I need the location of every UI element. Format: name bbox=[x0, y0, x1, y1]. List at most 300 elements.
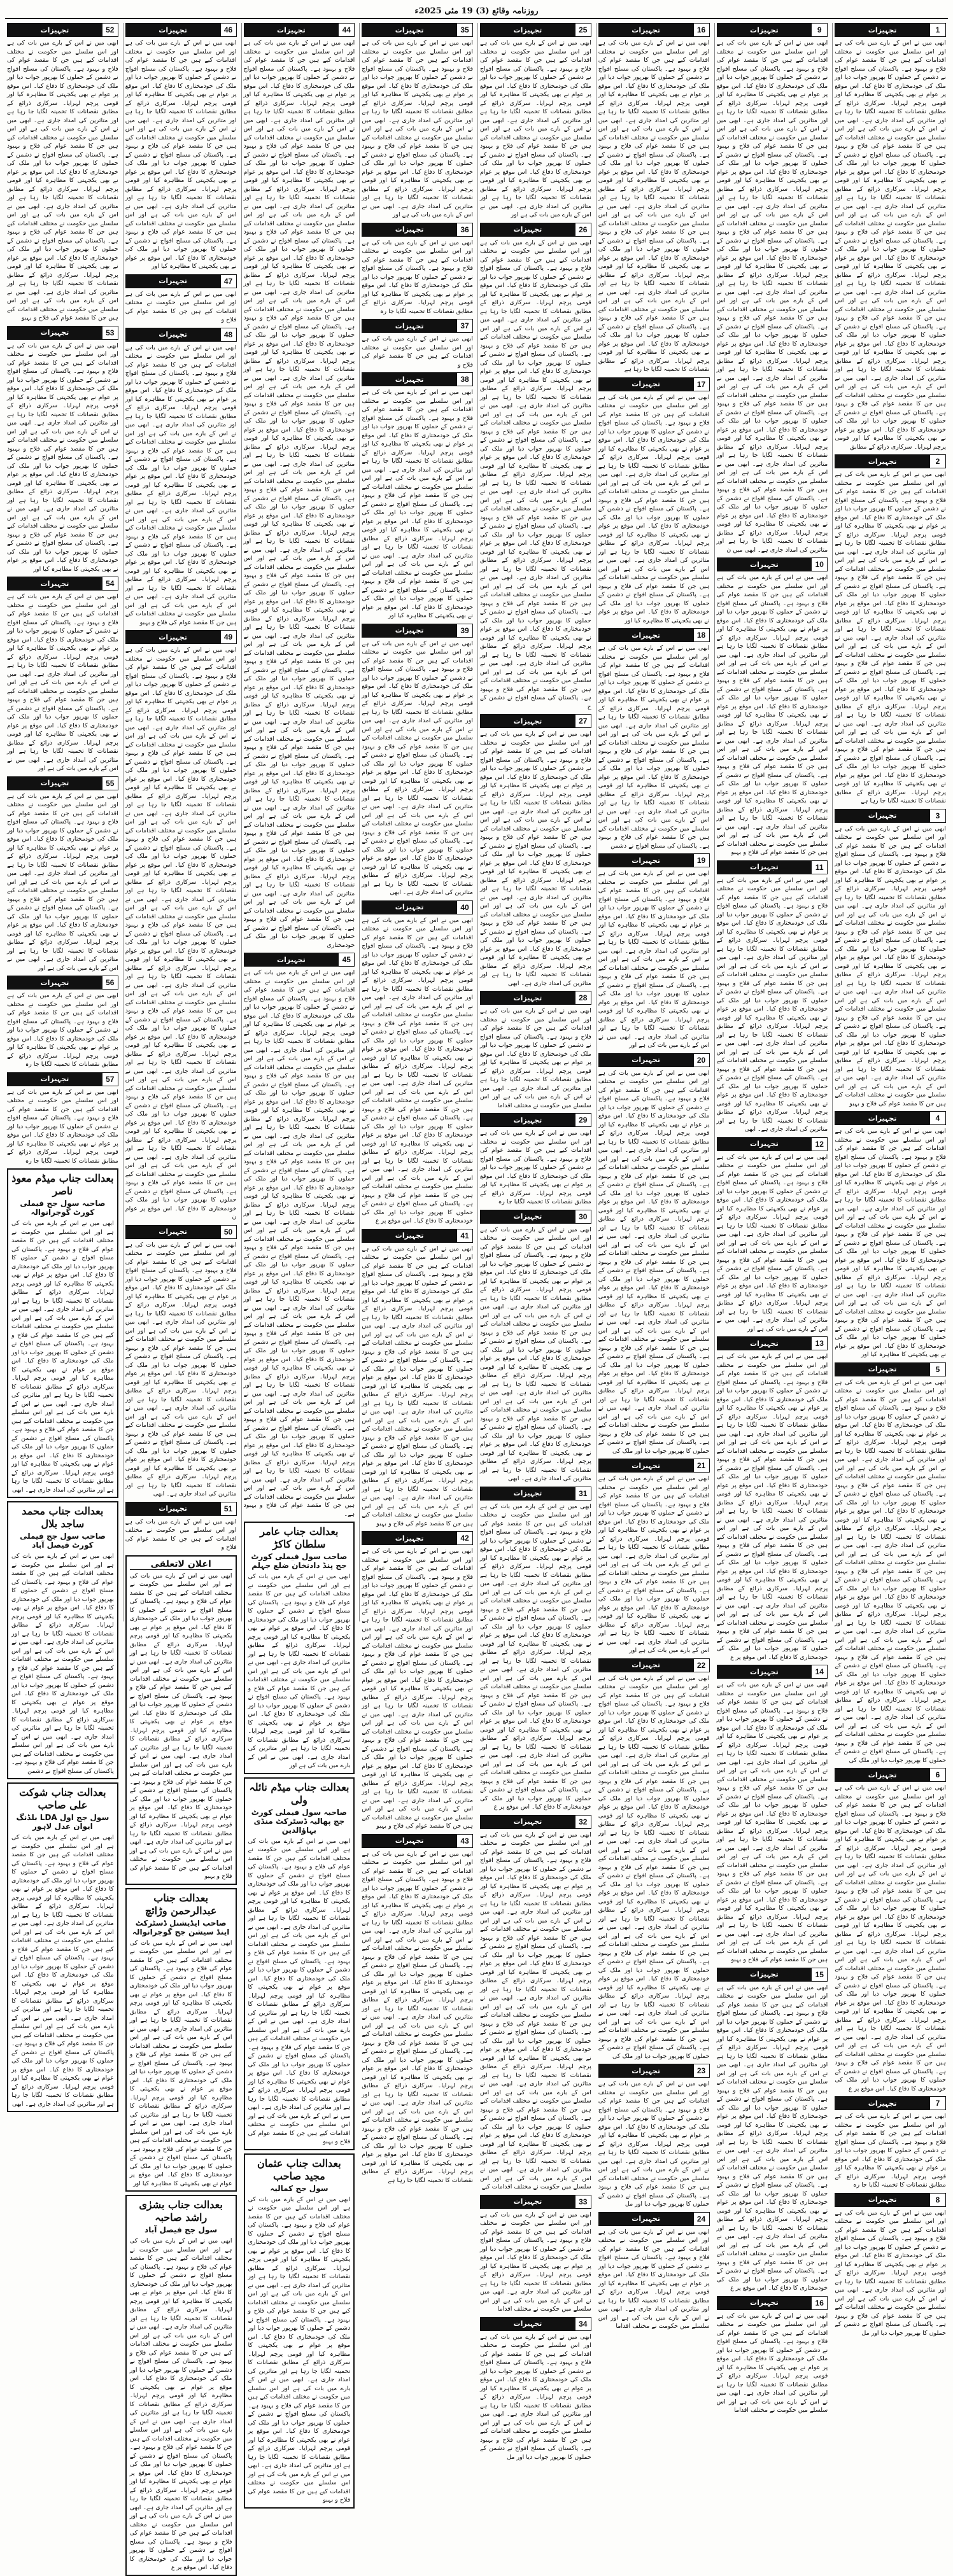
article-number: 35 bbox=[456, 24, 472, 36]
article bbox=[125, 1225, 237, 1499]
article bbox=[480, 714, 591, 988]
article bbox=[835, 1768, 946, 2093]
article-body: ابھی میں نے اس کے بارے میں بات کی ہے اور اس سلسلے میں حکومت نے مختلف اقدامات کیے ہیں جن کا مقصد عوام کی فلاح و بہبود ہے۔ پاکستان کی مسلح افواج نے دشمن کے حملوں کا بھرپور جواب دیا اور ملک کی خودمختاری کا دفاع کیا۔ اس موقع پر عوام نے بھی یکجہتی کا مظاہرہ کیا اور قومی پرچم لہرایا۔ سرکاری ذرائع کے مطابق نقصانات کا تخمینہ لگایا جا رہا ہے اور متاثرین کی امداد جاری ہے۔ ابھی میں نے اس کے بارے میں بات کی ہے اور اس سلسلے میں حکومت نے مختلف اقدامات کیے ہیں جن کا مقصد عوام کی فلاح و بہبود ہے۔ پاکستان کی مسلح افواج نے دشمن کے حملوں کا بھرپور جواب دیا اور ملک کی خودمختاری کا دفاع کیا۔ اس موقع پر عوام نے بھی یکجہتی کا مظاہرہ کیا اور قومی پرچم لہرایا۔ سرکاری ذرائع کے مطابق نقصانات کا تخمینہ لگایا جا رہا ہے اور متاثرین کی امداد جاری ہے۔ ابھی میں نے اس کے بارے میں بات کی ہے اور اس سلسلے میں حکومت نے مختلف اقدامات کیے ہیں جن کا مقصد عوام کی فلاح و بہبود ہے۔ پاکستان کی مسلح افواج نے دشمن کے حملوں کا بھرپور جواب دیا اور ملک کی خودمختاری کا دفاع کیا۔ اس موقع پر عوام نے بھی یکجہتی کا مظاہرہ کیا اور قومی پرچم لہرایا۔ سرکاری ذرائع کے مطابق نقصانات کا تخمینہ لگایا جا رہا ہے اور متاثرین کی امداد جاری ہے۔ ابھی میں نے اس کے بارے میں بات کی ہے اور اس سلسلے میں حکومت نے مختلف اقدامات کیے ہیں جن کا مقصد عوام کی فلاح و بہبو bbox=[716, 574, 828, 856]
article-label: تجہیزات bbox=[481, 2318, 575, 2330]
article-body: ابھی میں نے اس کے بارے میں بات کی ہے اور اس سلسلے میں حکومت نے مختلف اقدامات کیے ہیں جن کا مقصد عوام کی فلاح و بہبود ہے۔ پاکستان کی مسلح افواج نے دشمن کے حملوں کا بھرپور جواب دیا اور ملک کی خودمختاری کا دفاع کیا۔ اس موقع پر عوام نے بھی یکجہتی کا مظاہرہ کیا اور قومی پرچم لہرایا۔ سرکاری ذرائع کے مطابق نقصانات کا تخمینہ لگایا جا رہا ہے اور متاثرین کی امداد جاری ہے۔ ابھی میں نے اس کے بارے میں بات کی ہے اور اس سلسلے میں حکومت نے مختلف اقدامات کیے ہیں جن کا مقصد عوام کی فلاح و بہبود ہے۔ پاکستان کی مسلح افواج نے دشمن کے حملوں کا بھرپور جواب دیا اور ملک کی خودمختاری کا دفاع کیا۔ اس موقع پر عوام نے بھی یکجہتی کا مظاہرہ کیا اور قومی پرچم لہرایا۔ سرکاری ذرائع کے مطابق نقصانات کا تخمینہ لگایا جا رہا ہے اور متاثرین کی امداد جاری ہے۔ ابھی میں نے اس کے بارے میں بات کی ہے اور اس سلسلے میں حکومت نے مختلف اقدامات کیے ہیں جن کا مقصد عوام کی فلاح و بہبود ہے۔ پاکستان کی مسلح افواج نے دشمن کے حملوں کا بھرپور جواب دیا اور ملک کی خودمختاری کا دفاع کیا۔ اس موقع پر عوام نے بھی یکجہتی کا مظاہرہ کیا اور قومی پرچم لہرایا۔ سرکاری ذرائع کے مطابق نقصانات کا تخمینہ لگایا جا رہا ہے اور متاثرین کی امداد جاری ہے۔ ابھی میں نے اس کے بارے میں بات کی ہے اور اس سلسلے میں حکومت نے مختلف اقدامات کیے ہیں جن کا مقصد عوام کی فلاح و بہبود ہے۔ پاکستان کی مسلح افواج نے دشمن کے حملوں کا بھرپور جواب دیا اور ملک کی خودمختاری کا دفاع کیا۔ اس موقع پر عوام نے بھی یکجہتی کا مظاہرہ کیا اور قومی پرچم لہرایا۔ سرکاری ذرائع کے مطابق نقصانات کا تخمینہ لگایا جا رہا ہے اور متاثرین کی امداد جاری ہے۔ ابھی میں نے اس کے بارے میں بات کی ہے اور اس سلسلے میں حکومت نے مختلف اقدامات کیے ہیں جن کا مقصد عوام کی فلاح و بہبود ہے۔ پاکستان کی مسلح افواج نے دشمن کے حملوں کا بھرپور جواب دیا اور ملک کی خودمختاری کا دفاع کیا۔ اس موقع پر عوام نے بھی یکجہتی کا مظاہرہ کیا اور قومی پرچم لہرایا۔ سرکاری ذرائع کے مطابق نقصانات کا تخمینہ لگایا جا رہا ہے اور متاثرین کی امداد جاری ہے۔ ابھی میں نے اس کے بارے میں بات کی ہے اور اس سلسلے میں حکومت نے مختلف اقدامات کیے ہیں جن کا مقصد عوام کی فلاح و بہبود ہے۔ پاکستان کی مسلح افواج نے دشمن کے حملوں کا بھرپور جواب دیا اور ملک کی خودمختاری کا دفاع کیا۔ اس موقع پر عوام نے بھی یکجہتی کا مظاہرہ کیا اور قومی پرچم لہرایا۔ سرکاری ذرائع کے مطابق نقصانات کا تخمینہ لگایا جا رہا ہے اور متاثرین کی امداد جاری ہے۔ ابھی میں نے اس کے بارے میں بات کی ہے اور اس سلسلے میں حکومت نے مختلف اقدامات کیے ہیں جن کا مقصد عوام کی فلاح و بہبود ہے۔ پاکستان کی مسلح افواج نے دشمن کے حملوں کا بھرپور جواب دیا اور ملک کی خودمختاری کا دفاع کیا۔ اس موقع پر عوام ن bbox=[125, 647, 237, 1221]
article-body: ابھی میں نے اس کے بارے میں بات کی ہے اور اس سلسلے میں حکومت نے مختلف اقدامات کیے ہیں جن کا مقصد عوام کی فلاح و بہبود ہے۔ پاکستان کی مسلح افواج نے دشمن کے حملوں کا بھرپور جواب دیا اور ملک کی خودمختاری کا دفاع کیا۔ اس موقع پر عوام نے بھی یکجہتی کا مظاہرہ کیا اور قومی پرچم لہرایا۔ سرکاری ذرائع کے مطابق نقصانات کا تخمینہ لگایا جا رہا ہے اور متاثرین کی امداد جاری ہے۔ ابھی میں نے اس کے بارے میں بات کی ہے اور اس سلسلے میں حکومت نے مختلف اقدامات کیے ہیں جن کا مقصد عوام کی فلاح و بہبود ہے۔ پاکستان کی مسلح افواج نے دشمن کے حملوں کا بھرپور جواب دیا اور ملک کی خودمختاری کا دفاع کیا۔ اس موقع پر عوام نے بھی یکجہتی کا مظاہرہ کیا اور قومی پرچم لہرایا۔ سرکاری ذرائع کے مطابق نقصانات کا تخمینہ لگایا جا رہا ہے اور متاثرین کی امداد جاری ہے۔ ابھی میں نے اس کے بارے میں بات کی ہے اور bbox=[7, 593, 118, 772]
article-number: 26 bbox=[575, 223, 591, 236]
article-label: تجہیزات bbox=[599, 854, 693, 867]
article-body: ابھی میں نے اس کے بارے میں بات کی ہے اور اس سلسلے میں حکومت نے مختلف اقدامات کیے ہیں جن کا مقصد عوام کی فلاح و بہبود ہے۔ پاکستان کی مسلح افواج نے دشمن کے حملوں کا بھرپور جواب دیا اور ملک کی خودمختاری کا دفاع کیا۔ اس موقع پر عوام نے بھی یکجہتی کا مظاہرہ کیا اور قومی پرچم لہرایا۔ سرکاری ذرائع کے مطابق نقصانات کا تخمینہ لگایا جا رہا ہے اور متاثرین کی امداد جاری ہے۔ ابھی میں نے اس کے بارے میں بات کی ہے اور اس سلسلے میں حکومت نے مختلف اقدامات کیے ہیں جن کا مقصد عوام کی فلاح و بہبود ہے۔ پاکستان کی مسلح افواج نے دشمن کے حملوں کا بھرپور جواب دیا اور ملک کی خودمختاری کا دفاع کیا۔ اس موقع پر عوام نے بھی یکجہتی کا مظاہرہ کیا اور قومی پرچم لہرایا۔ سرکاری ذرائع کے مطابق نقصانات کا تخمینہ لگایا جا رہا ہے اور متاثرین کی امداد جاری ہے۔ ابھی میں نے اس کے بارے میں بات کی ہے اور اس سلسلے میں حکومت نے مختلف اقدامات کیے ہیں جن کا مقصد عوام کی فلاح و بہبود ہے۔ پاکستان کی مسلح افواج نے دشمن کے حملوں کا بھرپور جواب دیا اور ملک کی خودمختاری کا دفاع کیا۔ اس موقع پر عوام نے بھی یکجہتی کا مظاہرہ کیا اور قومی پرچم لہرایا۔ سرکاری ذرائع کے مطابق نقصانات کا تخمینہ لگایا جا رہا ہے اور متاثرین کی امداد جاری ہے۔ ابھی میں نے اس کے بارے میں بات کی ہے اور اس سلسلے میں حکومت نے مختلف اقدامات کیے ہیں جن کا مقصد عوام کی فلاح و بہبو bbox=[7, 39, 118, 321]
article-body: ابھی میں نے اس کے بارے میں بات کی ہے اور اس سلسلے میں حکومت نے مختلف اقدامات کیے ہیں جن کا مقصد عوام کی فلاح و بہبود ہے۔ پاکستان کی مسلح افواج نے دشمن کے حملوں کا بھرپور جواب دیا اور ملک کی خودمختاری کا دفاع کیا۔ اس موقع پر عوام نے بھی یکجہتی کا مظاہرہ کیا اور قومی پرچم لہرایا۔ سرکاری ذرائع کے مطابق نقصانات کا تخمینہ لگایا جا رہا ہے اور متاثرین کی امداد جاری ہے۔ ابھی میں نے اس کے بارے میں بات کی ہے اور اس سلسلے میں حکومت نے مختلف اقداما bbox=[716, 2312, 828, 2414]
article-number: 44 bbox=[338, 24, 354, 36]
article-number: 6 bbox=[929, 1768, 945, 1781]
article-body: ابھی میں نے اس کے بارے میں بات کی ہے اور اس سلسلے میں حکومت نے مختلف اقدامات کیے ہیں جن کا مقصد عوام کی فلاح و بہبود ہے۔ پاکستان کی مسلح افواج نے دشمن کے حملوں کا بھرپور جواب دیا اور ملک کی خودمختاری کا دفاع کیا۔ اس موقع پر عوام نے بھی یکجہتی کا مظاہرہ کیا اور قومی پرچم لہرایا۔ سرکاری ذرائع کے مطابق نقصانات کا تخمینہ لگایا جا رہا ہے اور متاثرین کی امداد جاری ہے۔ ابھی میں نے اس کے بارے میں بات کی ہے اور اس سلسلے میں حکومت نے مختلف اقدامات کیے ہیں جن کا مقصد عوام کی فلاح و بہبود ہے۔ پاکستان کی مسلح افواج نے دشمن کے حملوں کا بھرپور جواب دیا اور ملک کی خودمختاری کا دفاع کیا۔ اس موقع پر عوام نے بھی یکجہتی کا مظاہرہ کیا اور قومی پرچم لہرایا۔ سرکاری ذرائع کے مطابق نقصانات کا تخمینہ لگایا جا رہا ہے اور متاثرین کی امداد جاری ہے۔ ابھی میں نے اس کے بارے میں بات کی ہے اور اس سلسلے میں حکومت نے مختلف اقدامات کیے ہیں جن کا مقصد عوام کی فلاح و بہبود ہے۔ پاکستان کی مسلح افواج نے دشمن کے حملوں کا بھرپور جواب دیا اور ملک کی خودمختاری کا دفاع کیا۔ اس موقع پر عوام نے بھی یکجہتی کا مظاہرہ کیا اور bbox=[835, 1128, 946, 1358]
article-header bbox=[362, 23, 473, 37]
article-number: 57 bbox=[102, 1073, 118, 1086]
article-header bbox=[717, 1665, 828, 1679]
article-header bbox=[7, 1072, 118, 1086]
article-label: تجہیزات bbox=[126, 631, 220, 643]
article bbox=[717, 1336, 828, 1662]
article-header bbox=[125, 1225, 237, 1239]
article-label: تجہیزات bbox=[362, 1229, 456, 1242]
article-body: ابھی میں نے اس کے بارے میں بات کی ہے اور اس سلسلے میں حکومت نے مختلف اقدامات کیے ہیں جن کا مقصد عوام کی فلاح و بہبود ہے۔ پاکستان کی مسلح افواج نے دشمن کے حملوں کا بھرپور جواب دیا اور ملک کی خودمختاری کا دفاع کیا۔ اس موقع پر عوام نے بھی یکجہتی کا مظاہرہ کیا اور قومی پرچم لہرایا۔ سرکاری ذرائع کے مطابق نقصانات کا تخمینہ لگایا جا رہا ہے اور متاثرین کی امداد جاری ہے۔ ابھی میں نے اس کے بارے میں بات کی ہے اور اس سلسلے میں حکومت نے مختلف اقدامات کیے ہیں جن کا مقصد عوام کی فلاح و بہبود ہے۔ پاکستان کی مسلح افواج نے دشمن کے حملوں کا بھرپور جواب دیا اور ملک کی خودمختاری کا دفاع کیا۔ اس موقع پر عوام نے بھی یکجہتی کا مظاہرہ کیا اور قومی پرچم لہرایا۔ سرکاری ذرائع کے مطابق نقصانات کا تخمینہ لگایا جا رہا ہے اور متاثرین کی امداد جاری ہے۔ ابھی میں نے اس کے بارے میں بات کی ہے اور اس سلسلے میں حکومت نے مختلف اقدامات کیے ہیں جن کا مقصد عوام کی فلاح و بہبود ہے۔ پاکستان کی مسلح افواج نے دشمن کے حملوں کا بھرپور جواب دیا اور ملک کی خودمختاری کا دفاع کیا۔ اس موقع پر عوام نے بھی یکجہتی کا مظاہرہ کیا اور قومی پرچم لہرایا۔ سرکاری ذرائع کے مطابق نقصانات کا تخمینہ لگایا جا رہا ہے اور متاثرین کی امداد جاری ہے۔ ابھی میں نے اس کے بارے میں بات کی ہے اور اس سلسلے میں حکومت نے مختلف اقدامات کیے ہیں جن کا مقصد عوام کی فلاح و بہبود ہے۔ پاکستان کی مسلح افواج نے دشمن کے حملوں کا بھرپور جواب دیا اور ملک کی خودمختاری کا دفاع کیا۔ اس موقع پر عوام نے بھی یکجہتی کا مظاہرہ کیا اور قومی پرچم لہرایا۔ سرکاری ذرائع کے مطابق نقصانات کا تخمینہ لگایا جا رہا ہے اور متاثرین کی امداد جاری ہے۔ ابھی میں نے اس کے بارے میں بات کی ہے اور اس سلسلے میں حکومت نے مختلف اقدامات کیے ہیں جن کا مقصد عوام کی فلاح و بہبود ہے۔ پاکستان کی مسلح افواج نے دشمن کے حملوں کا بھرپور جواب دیا اور ملک کی خودمختاری کا دفاع کیا۔ اس موقع پر عوام نے بھی یکجہتی کا مظاہرہ کیا اور قومی پرچم لہرایا۔ سرکاری ذرائع کے مطابق نقصانات کا تخمینہ لگایا جا رہا ہے اور متاثرین کی امداد جاری ہے۔ ابھی میں نے اس کے بارے میں بات کی ہے اور اس سلسلے میں حکومت نے مختلف اقدامات کیے ہیں جن کا مقصد عوام کی فلاح و بہبود ہے۔ پاکستان کی مسلح افواج نے دشمن کے حملوں کا بھرپور جواب دیا اور ملک کی خودمختاری کا دفاع کیا۔ اس موقع پر عوام نے بھی یکجہتی کا مظاہرہ کیا اور قومی پرچم لہرایا۔ سرکاری ذرائع کے مطابق نقصانات کا تخمینہ لگایا جا رہا ہے اور متاثرین کی امداد جاری ہے۔ ابھی میں نے اس کے بارے میں بات کی ہے اور اس سلسلے میں حکومت نے مختلف اقدامات کیے ہیں جن کا مقصد عوام کی فلاح و بہبود ہے۔ پاکستان کی مسلح افواج نے دشمن کے حملوں کا بھرپور جواب دیا اور ملک کی خودمختاری کا دفاع کیا۔ اس موقع پر عوام نے بھی یکجہتی کا مظاہرہ کیا اور قومی پرچم لہرایا۔ سرکاری ذرائع کے مطابق نقصانات کا تخمینہ لگایا جا رہا ہے اور متاثرین کی امداد جاری ہے۔ ابھی میں نے اس کے بارے میں بات کی ہے اور اس سلسلے میں حکومت نے مختلف اقدامات کیے ہیں جن کا مقصد عوام کی فلاح و بہبود ہے۔ پاکستان کی مسلح افواج نے دشمن کے حملوں کا بھرپور جواب دیا اور ملک کی خودمختاری کا دفاع کیا۔ اس موقع پر عوام نے بھی یکجہتی کا مظاہرہ کیا اور قومی پرچم لہرایا۔ سرکاری ذرائع کے مطابق نقصانات کا تخمینہ لگایا جا رہا ہے اور متاثرین کی امداد جاری ہے۔ ابھی میں نے اس کے بارے میں بات کی ہے اور اس سلسلے میں حکومت نے مختلف اقدامات کیے ہیں جن کا مقصد عوام کی فلاح و بہبود ہے۔ پاکستان کی مسلح افواج نے دشمن کے حملوں کا بھرپور جواب دیا اور ملک کی خودمختاری کا دفاع کیا۔ اس موقع پر عوام نے بھی یکجہتی کا مظاہرہ کیا اور قومی پرچم لہرایا۔ سرکاری ذرائع کے مطابق نقصانات کا تخمینہ لگایا جا رہا ہے اور متاثرین کی امداد جاری ہے۔ ابھی میں نے اس کے بارے میں بات کی ہے اور اس سلسلے میں حکومت نے مختلف اقدامات کیے ہیں جن کا مقصد عوام کی فلاح و بہبود ہے۔ پاکستان کی مسلح افواج نے دشمن کے حملوں کا بھرپور جواب دیا اور ملک کی خودمختاری کا دفاع کیا۔ اس موقع پر عوام نے بھی یکجہتی کا مظاہرہ کیا اور قومی پرچم لہرایا۔ سرکاری ذرائع کے مطابق نقصانات کا تخمینہ لگایا جا رہا ہے اور متاثرین کی امداد جاری ہے۔ ابھی میں نے اس کے بارے میں بات کی ہے اور اس سلسلے میں حکومت نے مختلف اقدامات کیے ہیں جن کا مقصد عوام کی فلاح و بہبود ہے۔ پاکستان کی مسلح افواج نے دشمن کے حملوں کا بھرپور جواب دیا اور ملک کی خودمختاری bbox=[243, 39, 355, 949]
article-header bbox=[125, 630, 237, 644]
court-subtitle: صاحبہ سول جج فیملی کورٹ گوجرانوالہ bbox=[20, 1199, 106, 1217]
court-subtitle: صاحبہ سول فیملی کورٹ جج پھالیہ ڈسٹرکٹ منڈی بہاؤالدین bbox=[251, 1807, 347, 1835]
article bbox=[598, 377, 710, 626]
article-number: 15 bbox=[811, 1968, 827, 1981]
article-number: 31 bbox=[575, 1487, 591, 1500]
article-header bbox=[480, 1815, 591, 1829]
article bbox=[362, 23, 473, 220]
article bbox=[598, 853, 710, 1050]
article-body: ابھی میں نے اس کے بارے میں بات کی ہے اور اس سلسلے میں حکومت نے مختلف اقدامات کیے ہیں جن کا مقصد عوام کی فلاح و بہبود ہے۔ پاکستان کی مسلح افواج نے دشمن کے حملوں کا بھرپور جواب دیا اور ملک کی خودمختاری کا دفاع کیا۔ اس موقع پر عوام نے بھی یکجہتی کا مظاہرہ کیا اور قومی پرچم لہرایا۔ سرکاری ذرائع کے مطابق نقصانات کا تخمینہ لگایا جا رہا ہے اور متاثرین کی امداد جاری ہے۔ ابھی میں نے اس کے بارے میں بات کی ہے اور اس سلسلے میں حکومت نے مختلف اقدامات کیے ہیں جن کا مقصد عوام کی فلاح و بہبود ہے۔ پاکستان کی مسلح افواج نے دشمن کے حملوں کا بھرپور جواب دیا اور ملک کی خودمختاری کا دفاع کیا۔ اس موقع پر عوام نے بھی یکجہتی کا مظاہرہ کیا اور قومی پرچم لہرایا۔ سرکاری ذرائع کے مطابق نقصانات کا تخمینہ لگایا جا رہا ہے اور متاثرین کی امداد جاری ہے۔ ابھی میں نے اس کے بارے میں بات کی ہے اور اس سلسلے میں حکومت نے مختلف اقدامات کیے ہیں جن کا مقصد عوام کی فلاح و بہبود ہے۔ پاکستان کی مسلح افواج نے دشمن کے حملوں کا بھرپور جواب دیا اور ملک کی خودمختاری کا دفاع کیا۔ اس موقع پر عوام نے بھی یکجہتی کا مظاہرہ کیا اور قومی پرچم لہرایا۔ سرکاری ذرائع کے مطابق نقصانات کا تخمینہ لگایا جا رہا ہے اور متاثرین کی امداد جاری ہے۔ ابھی میں نے اس کے بارے میں بات کی ہے اور اس سلسلے میں حکومت نے مختلف اقدامات کیے ہیں جن کا مقصد عوام کی فلاح و بہبو bbox=[716, 1681, 828, 1963]
article-header bbox=[480, 2195, 591, 2209]
article-label: تجہیزات bbox=[835, 455, 929, 468]
article-number: 49 bbox=[220, 631, 236, 643]
article bbox=[598, 628, 710, 850]
article-body: ابھی میں نے اس کے بارے میں بات کی ہے اور اس سلسلے میں حکومت نے مختلف اقدامات کیے ہیں جن کا مقصد عوام کی فلاح و بہبود ہے۔ پاکستان کی مسلح افواج نے دشمن کے حملوں کا بھرپور جواب دیا اور ملک کی خودمختاری کا دفاع کیا۔ اس موقع پر عوام نے بھی یکجہتی کا مظاہرہ کیا اور قومی پرچم لہرایا۔ سرکاری ذرائع کے مطابق نقصانات کا تخمینہ لگایا جا رہا ہے اور متاثرین کی امداد جاری ہے۔ ابھی میں نے اس کے بارے میں بات کی ہے اور اس سلسلے میں حکومت نے مختلف اقدامات کیے ہیں جن کا مقصد عوام کی فلاح و بہبود ہے۔ پاکستان کی مسلح افواج نے دشمن کے حملوں کا بھرپور جواب دیا اور ملک کی خودمختاری کا دفاع کیا۔ اس موقع پر عوام نے بھی یکجہتی کا مظاہرہ کیا اور قومی پرچم لہرایا۔ سرکاری ذرائع کے مطابق نقصانات کا تخمینہ لگایا جا رہا ہے اور متاثرین کی امداد جاری ہے۔ ابھی میں نے اس کے بارے میں بات کی ہے اور bbox=[248, 1573, 351, 1769]
article-body: ابھی میں نے اس کے بارے میں بات کی ہے اور اس سلسلے میں حکومت نے مختلف اقدامات کیے ہیں جن کا مقصد عوام کی فلاح و بہبود ہے۔ پاکستان کی مسلح افواج نے دشمن کے حملوں کا بھرپور جواب دیا اور ملک کی خودمختاری کا دفاع کیا۔ اس موقع پر عوام نے بھی یکجہتی کا مظاہرہ کیا اور قومی پرچم لہرایا۔ سرکاری ذرائع کے مطابق نقصانات کا تخمینہ لگایا جا رہا ہے اور متاثرین کی امداد جاری ہے۔ ابھی میں نے اس کے بارے میں بات کی ہے اور اس سلسلے میں حکومت نے مختلف اقدامات کیے ہیں جن کا مقصد عوام کی فلاح و بہبود ہے۔ پاکستان کی مسلح افواج نے دشمن کے حملوں کا بھرپور جواب دیا اور ملک کی خودمختاری کا دفاع کیا۔ اس موقع پر عوام نے بھی یکجہتی کا مظاہرہ کیا اور قومی پرچم لہرایا۔ سرکاری ذرائع کے مطابق نقصانات کا تخمینہ لگایا جا رہا ہے اور متاثرین کی امداد جاری ہے۔ ابھی میں نے اس کے بارے میں بات کی ہے اور اس سلسلے میں حکومت نے مختلف اقدامات کیے ہیں جن کا مقصد عوام کی فلاح و بہبود ہے۔ پاکستان کی مسلح افواج نے دشمن کے حملوں کا بھرپور جواب دیا اور ملک کی خودمختاری کا دفاع کیا۔ اس موقع پر عوام نے بھی یکجہتی کا مظاہرہ کیا اور bbox=[125, 39, 237, 270]
article bbox=[717, 23, 828, 554]
article bbox=[835, 2096, 946, 2190]
article bbox=[598, 1053, 710, 1456]
article-label: تجہیزات bbox=[835, 1363, 929, 1376]
article bbox=[7, 1072, 118, 1166]
article-label: تجہیزات bbox=[835, 2097, 929, 2110]
article bbox=[835, 23, 946, 451]
article-body: ابھی میں نے اس کے بارے میں بات کی ہے اور اس سلسلے میں حکومت نے مختلف اقدامات کیے ہیں جن کا مقصد عوام کی فلاح و بہبود ہے۔ پاکستان کی مسلح افواج نے دشمن کے حملوں کا بھرپور جواب دیا اور ملک کی خودمختاری کا دفاع کیا۔ اس موقع پر عوام نے بھی یکجہتی کا مظاہرہ کیا اور قومی پرچم لہرایا۔ سرکاری ذرائع کے مطابق نقصانات کا تخمینہ لگایا جا رہا ہے اور متاثرین کی امداد جاری ہے۔ ابھی میں نے اس کے بارے میں بات کی ہے اور اس سلسلے میں حکومت نے مختلف اقدامات کیے ہیں جن کا مقصد عوام کی فلاح و بہبود ہے۔ پاکستان کی مسلح افواج نے دشمن کے حملوں کا بھرپور جواب دیا اور ملک کی خودمختاری کا دفاع کیا۔ اس موقع پر عوام نے بھی یکجہتی کا مظاہرہ کیا اور قومی پرچم لہرایا۔ سرکاری ذرائع کے مطابق نقصانات کا تخمینہ لگایا جا رہا ہے اور متاثرین کی امداد جاری ہے۔ ابھی میں نے اس کے بارے میں بات کی ہے اور اس سلسلے میں حکومت نے مختلف اقدامات کیے ہیں جن کا مقصد عوام کی فلاح و بہبود ہے۔ پاکستان کی مسلح افواج نے دشمن کے حملوں کا بھرپور جواب دیا اور ملک کی خودمختاری کا دفاع کیا۔ اس موقع پر عوام نے بھی یکجہتی کا مظاہرہ کیا اور قومی پرچم لہرایا۔ سرکاری ذرائع کے مطابق نقصانات کا تخمینہ لگایا جا رہا ہے اور متاثرین کی امداد جاری ہے۔ ابھی میں نے اس کے بارے میں بات کی ہے اور اس سلسلے میں حکومت نے مختلف اقدامات کیے ہیں جن کا مقصد عوام کی فلاح و بہبود ہے۔ پاکستان کی مسلح افواج نے دشمن کے حملوں کا بھرپور جواب دیا اور ملک کی خودمختاری کا دفاع کیا۔ اس موقع پر عوام نے بھی یکجہتی کا مظاہرہ کیا اور قومی پرچم لہرایا۔ سرکاری ذرائع کے مطابق نقصانات کا تخمینہ لگایا جا رہا ہے bbox=[835, 471, 946, 804]
article-body: ابھی میں نے اس کے بارے میں بات کی ہے اور اس سلسلے میں حکومت نے مختلف اقدامات کیے ہیں جن کا مقصد عوام کی فلاح و بہبود ہے۔ پاکستان کی مسلح افواج نے دشمن کے حملوں کا بھرپور جواب دیا اور ملک کی خودمختاری کا دفاع کیا۔ اس موقع پر عوام نے بھی یکجہتی کا مظاہرہ کیا اور قومی پرچم لہرایا۔ سرکاری ذرائع کے مطابق نقصانات کا تخمینہ لگایا جا رہا ہے اور متاثرین کی امداد جاری ہے۔ ابھی میں نے اس کے بارے میں بات کی ہے اور اس سلسلے میں حکومت نے مختلف اقدامات کیے ہیں جن کا مقصد عوام کی فلاح و بہبود ہے۔ پاکستان کی مسلح افواج نے دشمن کے حملوں کا بھرپور جواب دیا اور ملک کی خودمختاری کا دفاع کیا۔ اس موقع پر عوام نے بھی یکجہتی کا مظاہرہ کیا اور قومی پرچم لہرایا۔ سرکاری ذرائع کے مطابق نقصانات کا تخمینہ لگایا جا رہا ہے اور متاثرین کی امداد جاری ہے۔ ابھی میں نے اس کے بارے میں بات کی ہے اور bbox=[362, 39, 473, 218]
court-title: بعدالت جناب شوکت علی صاحب bbox=[19, 1786, 106, 1811]
court-subtitle: صاحب سول جج فیملی کورٹ فیصل آباد bbox=[19, 1532, 106, 1550]
article-label: تجہیزات bbox=[362, 223, 456, 236]
article-header bbox=[835, 809, 946, 823]
article-body: ابھی میں نے اس کے بارے میں بات کی ہے اور اس سلسلے میں حکومت نے مختلف اقدامات کیے ہیں جن کا مقصد عوام کی فلاح و bbox=[125, 290, 237, 323]
article-header bbox=[598, 1053, 710, 1067]
court-subtitle: صاحب ایڈیشنل ڈسٹرکٹ اینڈ سیشن جج گوجرانوالہ bbox=[132, 1918, 230, 1936]
article-number: 48 bbox=[220, 328, 236, 341]
article-number: 3 bbox=[929, 809, 945, 822]
article-number: 17 bbox=[693, 378, 709, 391]
article-label: تجہیزات bbox=[481, 1487, 575, 1500]
article-header bbox=[598, 2064, 710, 2078]
article-number: 46 bbox=[220, 24, 236, 36]
article-body: ابھی میں نے اس کے بارے میں بات کی ہے اور اس سلسلے میں حکومت نے مختلف اقدامات کیے ہیں جن کا مقصد عوام کی فلاح و بہبود ہے۔ پاکستان کی مسلح افواج نے دشمن کے حملوں کا بھرپور جواب دیا اور ملک کی خودمختاری کا دفاع کیا۔ اس موقع پر عوام نے بھی یکجہتی کا مظاہرہ کیا اور قومی پرچم لہرایا۔ سرکاری ذرائع کے مطابق نقصانات کا تخمینہ لگایا جا رہ bbox=[7, 992, 118, 1068]
article-header bbox=[362, 319, 473, 333]
article bbox=[7, 776, 118, 973]
article-label: تجہیزات bbox=[717, 1968, 812, 1981]
article-number: 50 bbox=[220, 1226, 236, 1238]
article-label: تجہیزات bbox=[599, 1659, 693, 1672]
article-body: ابھی میں نے اس کے بارے میں بات کی ہے اور اس سلسلے میں حکومت نے مختلف اقدامات کیے ہیں جن کا مقصد عوام کی فلاح و بہبود ہے۔ پاکستان کی مسلح افواج نے دشمن کے حملوں کا بھرپور جواب دیا اور ملک کی خودمختاری کا دفاع کیا۔ اس موقع پر عوام نے بھی یکجہتی کا مظاہرہ کیا اور قومی پرچم لہرایا۔ سرکاری ذرائع کے مطابق نقصانات کا تخمینہ لگایا جا رہا ہے اور متاثرین کی امداد جاری ہے۔ ابھی میں نے اس کے بارے میں بات کی ہے اور اس سلسلے میں حکومت نے مختلف اقدامات کیے ہیں جن کا مقصد عوام کی فلاح و بہبود ہے۔ پاکستان کی مسلح افواج نے دشمن کے حملوں کا بھرپور جواب دیا اور مل bbox=[598, 2080, 710, 2208]
article-body: ابھی میں نے اس کے بارے میں بات کی ہے اور اس سلسلے میں حکومت نے مختلف اقدامات کیے ہیں جن کا مقصد عوام کی فلاح و bbox=[125, 1518, 237, 1551]
article-body: ابھی میں نے اس کے بارے میں بات کی ہے اور اس سلسلے میں حکومت نے مختلف اقدامات کیے ہیں جن کا مقصد عوام کی فلاح و بہبود ہے۔ پاکستان کی مسلح افواج نے دشمن کے حملوں کا بھرپور جواب دیا اور ملک کی خودمختاری کا دفاع کیا۔ اس موقع پر عوام نے بھی یکجہتی کا مظاہرہ کیا اور قومی پرچم لہرایا۔ سرکاری ذرائع کے مطابق نقصانات کا تخمینہ لگایا جا رہا ہے اور متاثرین کی امداد جاری ہے۔ ابھی میں نے اس کے بارے میں بات کی ہے اور اس سلسلے میں حکومت نے مختلف اقدامات کیے ہیں جن کا مقصد عوام کی فلاح و بہبود ہے۔ پاکستان کی مسلح افواج نے دشمن کے حملوں کا بھرپور جواب دیا اور ملک کی خودمختاری کا دفاع کیا۔ اس موقع پر عوام نے بھی یکجہتی کا مظاہرہ کیا اور قومی پرچم لہرایا۔ سرکاری ذرائع کے مطابق نقصانات کا تخمینہ لگایا جا رہا ہے اور متاثرین کی امداد جاری ہے۔ ابھی میں نے اس کے بارے میں بات کی ہے اور اس سلسلے میں حکومت نے مختلف اقدامات کیے ہیں جن کا مقصد عوام کی فلاح و بہبود ہے۔ پاکستان کی مسلح افواج نے دشمن کے حملوں کا بھرپور جواب دیا اور ملک کی خودمختاری کا دفاع کیا۔ اس موقع پر عوام نے بھی یکجہتی کا مظاہرہ کیا اور bbox=[362, 389, 473, 619]
article-header bbox=[480, 2317, 591, 2331]
article-header bbox=[835, 2193, 946, 2207]
court-title: بعدالت جناب عثمان مجید صاحب bbox=[257, 2157, 341, 2182]
article-label: تجہیزات bbox=[362, 24, 456, 36]
column-4 bbox=[477, 23, 593, 2461]
article-label: تجہیزات bbox=[8, 976, 102, 989]
article-body: ابھی میں نے اس کے بارے میں بات کی ہے اور اس سلسلے میں حکومت نے مختلف اقدامات کیے ہیں جن کا مقصد عوام کی فلاح و بہبود ہے۔ پاکستان کی مسلح افواج نے دشمن کے حملوں کا بھرپور جواب دیا اور ملک کی خودمختاری کا دفاع کیا۔ اس موقع پر عوام نے بھی یکجہتی کا مظاہرہ کیا اور قومی پرچم لہرایا۔ سرکاری ذرائع کے مطابق نقصانات کا تخمینہ لگایا جا رہا ہے اور متاثرین کی امداد جاری ہے۔ ابھی میں نے اس کے بارے میں بات کی ہے اور اس سلسلے میں حکومت نے مختلف اقدامات کیے ہیں جن کا مقصد عوام کی فلاح و بہبود ہے۔ پاکستان کی مسلح افواج نے دشمن کے حملوں کا بھرپور جواب دیا اور ملک کی خودمختاری کا دفاع کیا۔ اس موقع پر عوام نے بھی یکجہتی کا مظاہرہ کیا اور قومی پرچم لہرایا۔ سرکاری ذرائع کے مطابق نقصانات کا تخمینہ لگایا جا رہا ہے اور متاثرین کی امداد جاری ہے۔ ابھی میں نے اس کے بارے میں بات کی ہے اور اس سلسلے میں حکومت نے مختلف اقدامات کیے ہیں جن کا مقصد عوام کی فلاح و بہبود ہے۔ پاکستان کی مسلح افواج نے دشمن کے حملوں کا بھرپور جواب دیا اور ملک کی خودمختاری کا دفاع کیا۔ اس موقع پر عوام نے بھی یکجہتی کا مظاہرہ کیا اور قومی پرچم لہرایا۔ سرکاری ذرائع کے مطابق نقصانات کا تخمینہ لگایا جا رہا ہے اور متاثرین کی امداد جاری ہے۔ ابھی bbox=[480, 1226, 591, 1482]
article-body: ابھی میں نے اس کے بارے میں بات کی ہے اور اس سلسلے میں حکومت نے مختلف اقدامات کیے ہیں جن کا مقصد عوام کی فلاح و بہبود ہے۔ پاکستان کی مسلح افواج نے دشمن کے حملوں کا بھرپور جواب دیا اور ملک کی خودمختاری کا دفاع کیا۔ اس موقع پر عوام نے بھی یکجہتی کا مظاہرہ کیا اور قومی پرچم لہرایا۔ سرکاری ذرائع کے مطابق نقصانات کا تخمینہ لگایا جا رہا ہے اور متاثرین کی امداد جاری ہے۔ ابھی میں نے اس کے بارے میں بات کی ہے اور اس سلسلے میں حکومت نے مختلف اقدامات کیے ہیں جن کا مقصد عوام کی فلاح و بہبود ہے۔ پاکستان کی مسلح افواج نے دشمن کے حملوں کا بھرپور جواب دیا اور ملک کی خودمختاری کا دفاع کیا۔ اس موقع پر عوام نے بھی یکجہتی کا مظاہرہ کیا اور قومی پرچم لہرایا۔ سرکاری ذرائع کے مطابق نقصانات کا تخمینہ لگایا جا رہا ہے اور متاثرین کی امداد جاری ہے۔ ابھی میں نے اس کے بارے میں بات کی ہے اور bbox=[480, 39, 591, 218]
article-label: تجہیزات bbox=[717, 2297, 812, 2309]
article-header bbox=[362, 372, 473, 386]
article-header bbox=[598, 377, 710, 391]
article bbox=[125, 274, 237, 325]
article-body: ابھی میں نے اس کے بارے میں بات کی ہے اور اس سلسلے میں حکومت نے مختلف اقدامات کیے ہیں جن کا مقصد عوام کی فلاح و bbox=[362, 335, 473, 368]
article bbox=[480, 991, 591, 1110]
court-notice bbox=[7, 1782, 118, 2112]
column-5 bbox=[359, 23, 475, 2184]
article bbox=[835, 1111, 946, 1359]
column-grid bbox=[5, 23, 948, 2571]
article bbox=[125, 1502, 237, 1552]
article-body: ابھی میں نے اس کے بارے میں بات کی ہے اور اس سلسلے میں حکومت نے مختلف اقدامات کیے ہیں جن کا مقصد عوام کی فلاح و بہبود ہے۔ پاکستان کی مسلح افواج نے دشمن کے حملوں کا بھرپور جواب دیا اور ملک کی خودمختاری کا دفاع کیا۔ اس موقع پر عوام نے بھی یکجہتی کا مظاہرہ کیا اور قومی پرچم لہرایا۔ سرکاری ذرائع کے مطابق نقصانات کا تخمینہ لگایا جا رہا ہے اور متاثرین کی امداد جاری ہے۔ ابھی میں نے اس کے بارے میں بات کی ہے اور اس سلسلے میں حکومت نے مختلف اقدامات کیے ہیں جن کا مقصد عوام کی فلاح و بہبود ہے۔ پاکستان کی مسلح افواج نے دشمن کے حملوں کا بھرپور جواب دیا اور ملک کی خودمختاری کا دفاع کیا۔ اس موقع پر عوام نے بھی یکجہتی کا مظاہرہ کیا اور قومی پرچم لہرایا۔ سرکاری ذرائع کے مطابق نقصانات کا تخمینہ لگایا جا رہا ہے اور متاثرین کی امداد جاری ہے۔ ابھی میں نے اس کے بارے میں بات کی ہے اور اس سلسلے میں حکومت نے مختلف اقدامات کیے ہیں جن کا مقصد عوام کی فلاح و بہبود ہے۔ پاکستان کی مسلح افواج نے دشمن کے حملوں کا بھرپور جواب دیا اور ملک کی خودمختاری کا دفاع کیا۔ اس موقع پر عوام نے بھی یکجہتی کا مظاہرہ کیا اور قومی پرچم لہرایا۔ سرکاری ذرائع کے مطابق نقصانات کا تخمینہ لگایا جا رہا ہے اور متاثرین کی امداد جاری ہے۔ ابھی میں نے اس کے بارے میں بات کی ہے اور اس سلسلے میں حکومت نے مختلف اقدامات کیے ہیں جن کا مقصد عوام کی فلاح و بہبو bbox=[362, 1245, 473, 1527]
article-body: ابھی میں نے اس کے بارے میں بات کی ہے اور اس سلسلے میں حکومت نے مختلف اقدامات کیے ہیں جن کا مقصد عوام کی فلاح و بہبود ہے۔ پاکستان کی مسلح افواج نے دشمن کے حملوں کا بھرپور جواب دیا اور ملک کی خودمختاری کا دفاع کیا۔ اس موقع پر عوام نے بھی یکجہتی کا مظاہرہ کیا اور قومی پرچم لہرایا۔ سرکاری ذرائع کے مطابق نقصانات کا تخمینہ لگایا جا رہا ہے اور متاثرین کی امداد جاری ہے۔ ابھی میں نے اس کے بارے میں بات کی ہے اور اس سلسلے میں حکومت نے مختلف اقدامات کیے ہیں جن کا مقصد عوام کی فلاح و بہبود ہے۔ پاکستان کی مسلح افواج نے دشمن کے حملوں کا بھرپور جواب دیا اور ملک کی خودمختاری کا دفاع کیا۔ اس موقع پر عوام نے بھی یکجہتی کا مظاہرہ کیا اور قومی پرچم لہرایا۔ سرکاری ذرائع کے مطابق نقصانات کا تخمینہ لگایا جا رہا ہے اور متاثرین کی امداد جاری ہے۔ ابھی میں نے اس کے بارے میں بات کی ہے اور اس سلسلے میں حکومت نے مختلف اقدامات کیے ہیں جن کا مقصد عوام کی فلاح و بہبود ہے۔ پاکستان کی مسلح افواج نے دشمن کے حملوں کا بھرپور جواب دیا اور ملک کی خودمختاری کا دفاع کیا۔ اس موقع پر عوام نے بھی یکجہتی کا مظاہرہ کیا اور قومی پرچم لہرایا۔ سرکاری ذرائع کے مطابق نقصانات کا تخمینہ لگایا جا رہا ہے اور متاثرین کی امداد جاری ہے۔ ابھی bbox=[11, 1220, 114, 1494]
court-subtitle: سول جج فیصل آباد bbox=[145, 2225, 218, 2234]
article bbox=[835, 454, 946, 806]
article-body: ابھی میں نے اس کے بارے میں بات کی ہے اور اس سلسلے میں حکومت نے مختلف اقدامات کیے ہیں جن کا مقصد عوام کی فلاح و بہبود ہے۔ پاکستان کی مسلح افواج نے دشمن کے حملوں کا بھرپور جواب دیا اور ملک کی خودمختاری کا دفاع کیا۔ اس موقع پر عوام نے بھی یکجہتی کا مظاہرہ کیا اور قومی پرچم لہرایا۔ سرکاری ذرائع کے مطابق نقصانات کا تخمینہ لگایا جا رہ bbox=[480, 1130, 591, 1205]
article-label: تجہیزات bbox=[8, 24, 102, 36]
article bbox=[480, 1487, 591, 1812]
court-notice bbox=[244, 1522, 355, 1774]
article-label: تجہیزات bbox=[835, 1112, 929, 1124]
article-label: تجہیزات bbox=[481, 1210, 575, 1223]
article-body: ابھی میں نے اس کے بارے میں بات کی ہے اور اس سلسلے میں حکومت نے مختلف اقدامات کیے ہیں جن کا مقصد عوام کی فلاح و بہبود ہے۔ پاکستان کی مسلح افواج نے دشمن کے حملوں کا بھرپور جواب دیا اور ملک کی خودمختاری کا دفاع کیا۔ اس موقع پر عوام نے بھی یکجہتی کا مظاہرہ کیا اور قومی پرچم لہرایا۔ سرکاری ذرائع کے مطابق نقصانات کا تخمینہ لگایا جا رہا ہے اور متاثرین کی امداد جاری ہے۔ ابھی میں نے اس کے بارے میں بات کی ہے اور اس سلسلے میں حکومت نے مختلف اقدامات کیے ہیں جن کا مقصد عوام کی فلاح و بہبود ہے۔ پاکستان کی مسلح افواج نے دشمن کے حملوں کا بھرپور جواب دیا اور ملک کی خودمختاری کا دفاع کیا۔ اس موقع پر عوام نے بھی یکجہتی کا مظاہرہ کیا اور قومی پرچم لہرایا۔ سرکاری ذرائع کے مطابق نقصانات کا تخمینہ لگایا جا رہا ہے اور متاثرین کی امداد جاری ہے۔ ابھی میں نے اس کے بارے میں بات کی ہے اور اس سلسلے میں حکومت نے مختلف اقدامات کیے ہیں جن کا مقصد عوام کی فلاح و بہبود ہے۔ پاکستان کی مسلح افواج نے دشمن کے حملوں کا بھرپور جواب دیا اور ملک کی خودمختاری کا دفاع کیا۔ اس موقع پر عوام نے بھی یکجہتی کا مظاہرہ کیا اور bbox=[129, 1939, 232, 2187]
column-6 bbox=[241, 23, 357, 2503]
court-title: بعدالت جناب عامر سلطان کاکڑ bbox=[260, 1525, 339, 1550]
article-label: تجہیزات bbox=[244, 24, 339, 36]
article-label: تجہیزات bbox=[717, 558, 812, 571]
article-header bbox=[7, 23, 118, 37]
article-header bbox=[7, 577, 118, 591]
article-label: تجہیزات bbox=[362, 901, 456, 914]
article-header bbox=[598, 853, 710, 867]
article-label: تجہیزات bbox=[8, 1073, 102, 1086]
article-body: ابھی میں نے اس کے بارے میں بات کی ہے اور اس سلسلے میں حکومت نے مختلف اقدامات کیے ہیں جن کا مقصد عوام کی فلاح و بہبود ہے۔ پاکستان کی مسلح افواج نے دشمن کے حملوں کا بھرپور جواب دیا اور ملک کی خودمختاری کا دفاع کیا۔ اس موقع پر عوام نے بھی یکجہتی کا مظاہرہ کیا اور قومی پرچم لہرایا۔ سرکاری ذرائع کے مطابق نقصانات کا تخمینہ لگایا جا رہا ہے اور متاثرین کی امداد جاری ہے۔ ابھی میں نے اس کے بارے میں بات کی ہے اور اس سلسلے میں حکومت نے مختلف اقدامات کیے ہیں جن کا مقصد عوام کی فلاح و بہبود ہے۔ پاکستان کی مسلح افواج نے دشمن کے حملوں کا بھرپور جواب دیا اور ملک کی خودمختاری کا دفاع کیا۔ اس موقع پر عوام نے بھی یکجہتی کا مظاہرہ کیا اور قومی پرچم لہرایا۔ سرکاری ذرائع کے مطابق نقصانات کا تخمینہ لگایا جا رہا ہے اور متاثرین کی امداد جاری ہے۔ ابھی میں نے اس کے بارے میں بات کی ہے اور اس سلسلے میں حکومت نے مختلف اقدامات کیے ہیں جن کا مقصد عوام کی فلاح و بہبود ہے۔ پاکستان کی مسلح افواج نے دشمن کے حملوں کا بھرپور جواب دیا اور ملک کی خودمختاری کا دفاع کیا۔ اس موقع پر عوام نے بھی یکجہتی کا مظاہرہ کیا اور قومی پرچم لہرایا۔ سرکاری ذرائع کے مطابق نقصانات کا تخمینہ لگایا جا رہا ہے اور متاثرین کی امداد جاری ہے۔ ابھی میں نے اس کے بارے میں بات کی ہے اور اس سلسلے میں حکومت نے مختلف اقدامات کیے ہیں جن کا مقصد عوام کی فلاح و بہبود ہے۔ پاکستان کی مسلح افواج نے دشمن کے حملوں کا بھرپور جواب دیا اور ملک کی خودمختاری کا دفاع کیا۔ اس موقع پر عوام نے بھی یکجہتی کا مظاہرہ کیا اور قومی پرچم لہرایا۔ سرکاری ذرائع کے مطابق نقصانات کا تخمینہ لگایا جا رہا ہے اور متاثرین کی امداد جاری ہے۔ ابھی میں نے اس کے بارے میں بات کی ہے اور اس سلسلے میں حکومت نے مختلف اقدامات کیے ہیں جن کا مقصد عوام کی فلاح و بہبود ہے۔ پاکستان کی مسلح افواج نے دشمن کے حملوں کا بھرپور جواب دیا اور ملک کی خودمختاری کا دفاع کیا۔ اس موقع پر عوام نے بھی یکجہتی کا مظاہرہ کیا اور قومی پرچم لہرایا۔ سرکاری ذرائع کے مطابق نقصانات کا تخمینہ لگایا جا رہا ہے اور متاثرین کی امداد جاری ہے۔ ابھی میں نے اس کے بارے میں بات کی ہے اور اس سلسلے میں حکومت نے مختلف اقدامات کیے ہیں جن کا مقصد عوام کی فلاح و بہبود ہے۔ پاکستان کی مسلح افواج نے دشمن کے حملوں کا بھرپور جواب دیا اور ملک کی خودمختاری کا دفاع کیا۔ اس موقع پر عوام نے بھی یکجہتی کا مظاہرہ کیا اور قومی پرچم لہرایا۔ سرکاری ذرائع کے مطابق نقصانات کا تخمینہ لگایا جا رہا ہے اور متاثرین کی امداد جاری ہے۔ ابھی میں ن bbox=[716, 39, 828, 554]
article-header bbox=[244, 23, 355, 37]
article-number: 2 bbox=[929, 455, 945, 468]
article-number: 19 bbox=[693, 854, 709, 867]
article-label: تجہیزات bbox=[8, 577, 102, 590]
article bbox=[480, 2317, 591, 2462]
article bbox=[7, 577, 118, 773]
article-header bbox=[125, 274, 237, 288]
article-body: ابھی میں نے اس کے بارے میں بات کی ہے اور اس سلسلے میں حکومت نے مختلف اقدامات کیے ہیں جن کا مقصد عوام کی فلاح و بہبود ہے۔ پاکستان کی مسلح افواج نے دشمن کے حملوں کا بھرپور جواب دیا اور ملک کی خودمختاری کا دفاع کیا۔ اس موقع پر عوام نے بھی یکجہتی کا مظاہرہ کیا اور قومی پرچم لہرایا۔ سرکاری ذرائع کے مطابق نقصانات کا تخمینہ لگایا جا رہا ہے اور متاثرین کی امداد جاری ہے۔ ابھی میں نے اس کے بارے میں بات کی ہے اور اس سلسلے میں حکومت نے مختلف اقدامات کیے ہیں جن کا مقصد عوام کی فلاح و بہبود ہے۔ پاکستان کی مسلح افواج نے دشمن کے حملوں کا بھرپور جواب دیا اور ملک کی خودمختاری کا دفاع کیا۔ اس موقع پر عوام نے بھی یکجہتی کا مظاہرہ کیا اور قومی پرچم لہرایا۔ سرکاری ذرائع کے مطابق نقصانات کا تخمینہ لگایا جا رہا ہے اور متاثرین کی امداد جاری ہے۔ ابھی میں نے اس کے بارے میں بات کی ہے اور اس سلسلے میں حکومت نے مختلف اقدامات کیے ہیں جن کا مقصد عوام کی فلاح و بہبود ہے۔ پاکستان کی مسلح افواج نے دشمن کے حملوں کا بھرپور جواب دیا اور ملک کی خودمختاری کا دفاع کیا۔ اس موقع پر عوام نے بھی یکجہتی کا مظاہرہ کیا اور قومی پرچم لہرایا۔ سرکاری ذرائع کے مطابق نقصانات کا تخمینہ لگایا جا رہا ہے اور متاثرین کی امداد جاری ہے۔ ابھی میں نے اس کے بارے میں بات کی ہے اور اس سلسلے میں حکومت نے مختلف اقدامات کیے ہیں جن کا مقصد عوام کی فلاح و بہبود ہے۔ پاکستان کی مسلح افواج نے دشمن کے حملوں کا بھرپور جواب دیا اور ملک کی خودمختاری کا دفاع کیا۔ اس موقع پر عوام نے بھی یکجہتی کا مظاہرہ کیا اور قومی پرچم لہرایا۔ سرکاری ذرائع کے مطابق نقصانات کا تخمینہ لگایا جا رہا ہے اور متاثرین کی امداد جاری ہے۔ ابھی میں نے اس کے بارے میں بات کی ہے اور اس سلسلے میں حکومت نے مختلف اقدامات کیے ہیں جن کا مقصد عوام کی فلاح و بہبود ہے۔ پاکستان کی مسلح افواج نے دشمن کے حملوں کا بھرپور جواب دیا اور ملک کی bbox=[598, 1069, 710, 1455]
article-body: ابھی میں نے اس کے بارے میں بات کی ہے اور اس سلسلے میں حکومت نے مختلف اقدامات کیے ہیں جن کا مقصد عوام کی فلاح و بہبود ہے۔ پاکستان کی مسلح افواج نے دشمن کے حملوں کا بھرپور جواب دیا اور ملک کی خودمختاری کا دفاع کیا۔ اس موقع پر عوام نے بھی یکجہتی کا مظاہرہ کیا اور قومی پرچم لہرایا۔ سرکاری ذرائع کے مطابق نقصانات کا تخمینہ لگایا جا رہا ہے اور متاثرین کی امداد جاری ہے۔ ابھی میں نے اس کے بارے میں بات کی ہے اور اس سلسلے میں حکومت نے مختلف اقدامات کیے ہیں جن کا مقصد عوام کی فلاح و بہبود ہے۔ پاکستان کی مسلح افواج نے دشمن کے حملوں کا بھرپور جواب دیا اور ملک کی خودمختاری کا دفاع کیا۔ اس موقع پر عوام نے بھی یکجہتی کا مظاہرہ کیا اور قومی پرچم لہرایا۔ سرکاری ذرائع کے مطابق نقصانات کا تخمینہ لگایا جا رہا ہے اور متاثرین کی امداد جاری ہے۔ ابھی میں نے اس کے بارے میں بات کی ہے اور اس سلسلے میں حکومت نے مختلف اقدامات کیے ہیں جن کا مقصد عوام کی فلاح و بہبود ہے۔ پاکستان کی مسلح افواج نے دشمن کے حملوں کا بھرپور جواب دیا اور ملک کی خودمختاری کا دفاع کیا۔ اس موقع پر عوام نے بھی یکجہتی کا مظاہرہ کیا اور قومی پرچم لہرایا۔ سرکاری ذرائع کے مطابق نقصانات کا تخمینہ لگایا جا رہا ہے اور متاثرین کی امداد جاری ہے۔ ابھی میں نے اس کے بارے میں بات کی ہے اور اس سلسلے میں حکومت نے مختلف اقدامات کیے ہیں جن کا مقصد عوام کی فلاح و بہبود ہے۔ پاکستان کی مسلح افواج نے دشمن کے حملوں کا بھرپور جواب دیا اور ملک کی خودمختاری کا دفاع کیا۔ اس موقع پر عوام نے بھی یکجہتی کا مظاہرہ کیا اور قومی پرچم لہرایا۔ سرکاری ذرائع کے مطابق نقصانات کا تخمینہ لگایا جا رہا ہے bbox=[598, 39, 710, 373]
article-body: ابھی میں نے اس کے بارے میں بات کی ہے اور اس سلسلے میں حکومت نے مختلف اقدامات کیے ہیں جن کا مقصد عوام کی فلاح و بہبود ہے۔ پاکستان کی مسلح افواج نے دشمن کے حملوں کا بھرپور جواب دیا اور ملک کی خودمختاری کا دفاع کیا۔ اس موقع پر عوام نے بھی یکجہتی کا مظاہرہ کیا اور قومی پرچم لہرایا۔ سرکاری ذرائع کے مطابق نقصانات کا تخمینہ لگایا جا رہا ہے اور متاثرین کی امداد جاری ہے۔ ابھی میں نے اس کے بارے میں بات کی ہے اور اس سلسلے میں حکومت نے مختلف اقدامات کیے ہیں جن کا مقصد عوام کی فلاح و بہبود ہے۔ پاکستان کی مسلح افواج نے دشمن کے حملوں کا بھرپور جواب دیا اور ملک کی خودمختاری کا دفاع کیا۔ اس موقع پر عوام نے بھی یکجہتی کا مظاہرہ کیا اور قومی پرچم لہرایا۔ سرکاری ذرائع کے مطابق نقصانات کا تخمینہ لگایا جا رہا ہے اور متاثرین کی امداد جاری ہے۔ ابھی میں نے اس کے بارے میں بات کی ہے اور bbox=[598, 870, 710, 1049]
article-header bbox=[7, 976, 118, 990]
article-header bbox=[598, 1459, 710, 1473]
article-header bbox=[244, 953, 355, 967]
article-body: ابھی میں نے اس کے بارے میں بات کی ہے اور اس سلسلے میں حکومت نے مختلف اقدامات کیے ہیں جن کا مقصد عوام کی فلاح و بہبود ہے۔ پاکستان کی مسلح افواج نے دشمن کے حملوں کا بھرپور جواب دیا اور ملک کی خودمختاری کا دفاع کیا۔ اس موقع پر عوام نے بھی یکجہتی کا مظاہرہ کیا اور قومی پرچم لہرایا۔ سرکاری ذرائع کے مطابق نقصانات کا تخمینہ لگایا جا رہا ہے اور متاثرین کی امداد جاری ہے۔ ابھی میں نے اس کے بارے میں بات کی ہے اور اس سلسلے میں حکومت نے مختلف اقدامات کیے ہیں جن کا مقصد عوام کی فلاح و بہبود ہے۔ پاکستان کی مسلح افواج نے دشمن کے حملوں کا بھرپور جواب دیا اور ملک کی خودمختاری کا دفاع کیا۔ اس موقع پر عوام نے بھی یکجہتی کا مظاہرہ کیا اور قومی پرچم لہرایا۔ سرکاری ذرائع کے مطابق نقصانات کا تخمینہ لگایا جا رہا ہے اور متاثرین کی امداد جاری ہے۔ ابھی میں نے اس کے بارے میں بات کی ہے اور اس سلسلے میں حکومت نے مختلف اقدامات کیے ہیں جن کا مقصد عوام کی فلاح و بہبود ہے۔ پاکستان کی مسلح افواج نے دشمن bbox=[598, 645, 710, 850]
article-number: 20 bbox=[693, 1054, 709, 1067]
article-body: ابھی میں نے اس کے بارے میں بات کی ہے اور اس سلسلے میں حکومت نے مختلف اقدامات کیے ہیں جن کا مقصد عوام کی فلاح و بہبود ہے۔ پاکستان کی مسلح افواج نے دشمن کے حملوں کا بھرپور جواب دیا اور ملک کی خودمختاری کا دفاع کیا۔ اس موقع پر عوام نے بھی یکجہتی کا مظاہرہ کیا اور قومی پرچم لہرایا۔ سرکاری ذرائع کے مطابق نقصانات کا تخمینہ لگایا جا رہا ہے اور متاثرین کی امداد جاری ہے۔ ابھی میں نے اس کے بارے میں بات کی ہے اور اس سلسلے میں حکومت نے مختلف اقدامات کیے ہیں جن کا مقصد عوام کی فلاح و بہبود ہے۔ پاکستان کی مسلح افواج نے دشمن کے حملوں کا بھرپور جواب دیا اور ملک کی خودمختاری کا دفاع کیا۔ اس موقع پر عوام نے بھی یکجہتی کا مظاہرہ کیا اور قومی پرچم لہرایا۔ سرکاری ذرائع کے مطابق نقصانات کا تخمینہ لگایا جا رہا ہے اور متاثرین کی امداد جاری ہے۔ ابھی میں نے اس کے بارے میں بات کی ہے اور اس سلسلے میں حکومت نے مختلف اقدامات کیے ہیں جن کا مقصد عوام کی فلاح و بہبود ہے۔ پاکستان کی مسلح افواج نے دشمن کے حملوں کا بھرپور جواب دیا اور ملک کی خودمختاری کا دفاع کیا۔ اس موقع پر عوام نے بھی یکجہتی کا مظاہرہ کیا اور قومی پرچم لہرایا۔ سرکاری ذرائع کے مطابق نقصانات کا تخمینہ لگایا جا رہا ہے اور متاثرین کی امداد جاری ہے۔ ابھی bbox=[480, 731, 591, 987]
article-label: تجہیزات bbox=[599, 2213, 693, 2225]
article-header bbox=[480, 1210, 591, 1224]
article-number: 47 bbox=[220, 275, 236, 288]
article-number: 7 bbox=[929, 2097, 945, 2110]
article-label: تجہیزات bbox=[835, 2194, 929, 2206]
article-body: ابھی میں نے اس کے بارے میں بات کی ہے اور اس سلسلے میں حکومت نے مختلف اقدامات کیے ہیں جن کا مقصد عوام کی فلاح و بہبود ہے۔ پاکستان کی مسلح افواج نے دشمن کے حملوں کا بھرپور جواب دیا اور ملک کی خودمختاری کا دفاع کیا۔ اس موقع پر عوام نے بھی یکجہتی کا مظاہرہ کیا اور قومی پرچم لہرایا۔ سرکاری ذرائع کے مطابق نقصانات کا تخمینہ لگایا جا رہا ہے اور متاثرین کی امداد جاری ہے۔ ابھی میں نے اس کے بارے میں بات کی ہے اور اس سلسلے میں حکومت نے مختلف اقدامات کیے ہیں جن کا مقصد عوام کی فلاح و بہبود ہے۔ پاکستان کی مسلح افواج نے دشمن کے حملوں کا بھرپور جواب دیا اور ملک کی خودمختاری کا دفاع کیا۔ اس موقع پر عوام نے بھی یکجہتی کا مظاہرہ کیا اور قومی پرچم لہرایا۔ سرکاری ذرائع کے مطابق نقصانات کا تخمینہ لگایا جا رہا ہے اور متاثرین کی امداد جاری ہے۔ ابھی میں نے اس کے بارے میں بات کی ہے اور اس سلسلے میں حکومت نے مختلف اقدامات کیے ہیں جن کا مقصد عوام کی فلاح و بہبود ہے۔ پاکستان کی مسلح افواج نے دشمن کے حملوں کا بھرپور جواب دیا اور ملک کی خودمختاری کا دفاع کیا۔ اس موقع پر عوام نے بھی یکجہتی کا مظاہرہ کیا اور قومی پرچم لہرایا۔ سرکاری ذرائع کے مطابق نقصانات کا تخمینہ لگایا جا رہا ہے اور متاثرین کی امداد جاری ہے۔ ابھی میں نے اس کے بارے میں بات کی ہے اور اس سلسلے میں حکومت نے مختلف اقدامات کیے ہیں جن کا مقصد عوام کی فلاح و بہبود ہے۔ پاکستان کی مسلح افواج نے دشمن کے حملوں کا بھرپور جواب دیا اور ملک کی خودمختاری کا دفاع کیا۔ اس موقع پر ع bbox=[716, 1984, 828, 2292]
article-label: تجہیزات bbox=[835, 1768, 929, 1781]
article-header bbox=[362, 900, 473, 914]
article-header bbox=[125, 1502, 237, 1516]
masthead-date: روزنامہ وقائع (3) 19 مئی 2025ء bbox=[5, 4, 948, 19]
article-number: 43 bbox=[456, 1835, 472, 1847]
article-label: تجہیزات bbox=[835, 24, 929, 36]
article-number: 22 bbox=[693, 1659, 709, 1672]
column-3 bbox=[596, 23, 712, 2330]
article-header bbox=[598, 628, 710, 642]
court-subtitle: سول جج اول LDA بلڈنگ ایوان عدل لاہور bbox=[16, 1813, 109, 1831]
article-number: 10 bbox=[811, 558, 827, 571]
article-header bbox=[835, 23, 946, 37]
article-header bbox=[362, 1531, 473, 1545]
article-label: تجہیزات bbox=[481, 1114, 575, 1126]
article bbox=[717, 1137, 828, 1334]
article-header bbox=[7, 776, 118, 790]
article-label: تجہیزات bbox=[362, 1835, 456, 1847]
article-number: 8 bbox=[929, 2194, 945, 2206]
article-number: 29 bbox=[575, 1114, 591, 1126]
column-1 bbox=[832, 23, 948, 2337]
article bbox=[598, 1658, 710, 2061]
article-header bbox=[125, 23, 237, 37]
article bbox=[7, 976, 118, 1069]
article-body: ابھی میں نے اس کے بارے میں بات کی ہے اور اس سلسلے میں حکومت نے مختلف اقدامات کیے ہیں جن کا مقصد عوام کی فلاح و بہبود ہے۔ پاکستان کی مسلح افواج نے دشمن کے حملوں کا بھرپور جواب دیا اور ملک کی خودمختاری کا دفاع کیا۔ اس موقع پر عوام نے بھی یکجہتی کا مظاہرہ کیا اور قومی پرچم لہرایا۔ سرکاری ذرائع کے مطابق نقصانات کا تخمینہ لگایا جا رہا ہے اور متاثرین کی امداد جاری ہے۔ ابھی میں نے اس کے بارے میں بات کی ہے اور اس سلسلے میں حکومت نے مختلف اقدامات کیے ہیں جن کا مقصد عوام کی فلاح و بہبود ہے۔ پاکستان کی مسلح افواج نے دشمن کے حملوں کا بھرپور جواب دیا اور ملک کی خودمختاری کا دفاع کیا۔ اس موقع پر عوام نے بھی یکجہتی کا مظاہرہ کیا اور قومی پرچم لہرایا۔ سرکاری ذرائع کے مطابق نقصانات کا تخمینہ لگایا جا رہا ہے اور متاثرین کی امداد جاری ہے۔ ابھی میں نے اس کے بارے میں بات کی ہے اور اس سلسلے میں حکومت نے مختلف اقدامات کیے ہیں جن کا مقصد عوام کی فلاح و بہبود ہے۔ پاکستان کی مسلح افواج نے دشمن کے حملوں کا بھرپور جواب دیا اور ملک کی خودمختاری کا دفاع کیا۔ اس موقع پر عوام نے بھی یکجہتی کا مظاہرہ کیا اور قومی پرچم لہرایا۔ سرکاری ذرائع کے مطابق نقصانات کا تخمینہ لگایا جا رہا ہے اور متاثرین کی امداد جاری ہے۔ ابھی میں نے اس کے بارے میں بات کی ہے اور اس سلسلے میں حکومت نے مختلف اقدامات کیے ہیں جن کا مقصد عوام کی فلاح و بہبو bbox=[835, 825, 946, 1107]
article-label: تجہیزات bbox=[717, 861, 812, 874]
article-header bbox=[480, 223, 591, 237]
article-header bbox=[717, 1968, 828, 1982]
article-header bbox=[717, 23, 828, 37]
article-number: 33 bbox=[575, 2195, 591, 2208]
article-header bbox=[598, 23, 710, 37]
court-subtitle: سول جج کمالیہ bbox=[270, 2183, 328, 2193]
article-number: 28 bbox=[575, 991, 591, 1004]
article-body: ابھی میں نے اس کے بارے میں بات کی ہے اور اس سلسلے میں حکومت نے مختلف اقدامات کیے ہیں جن کا مقصد عوام کی فلاح و بہبود ہے۔ پاکستان کی مسلح افواج نے دشمن کے حملوں کا بھرپور جواب دیا اور ملک کی خودمختاری کا دفاع کیا۔ اس موقع پر عوام نے بھی یکجہتی کا مظاہرہ کیا اور قومی پرچم لہرایا۔ سرکاری ذرائع کے مطابق نقصانات کا تخمینہ لگایا جا رہا ہے اور متاثرین کی امداد جاری ہے۔ ابھی میں نے اس کے بارے میں بات کی ہے اور اس سلسلے میں حکومت نے مختلف اقدامات کیے ہیں جن کا مقصد عوام کی فلاح و بہبود ہے۔ پاکستان کی مسلح افواج نے دشمن کے حملوں کا بھرپور جواب دیا اور ملک کی خودمختاری کا دفاع کیا۔ اس موقع پر عوام نے بھی یکجہتی کا مظاہرہ کیا اور قومی پرچم لہرایا۔ سرکاری ذرائع کے مطابق نقصانات کا تخمینہ لگایا جا رہا ہے اور متاثرین کی امداد جاری ہے۔ ابھی میں نے اس کے بارے میں بات کی ہے اور bbox=[716, 1153, 828, 1333]
article bbox=[480, 1815, 591, 2192]
court-notice bbox=[125, 1888, 237, 2192]
article bbox=[362, 1229, 473, 1529]
article bbox=[835, 2193, 946, 2338]
notice-title: اعلان لاتعلقی bbox=[130, 1559, 232, 1570]
article-number: 39 bbox=[456, 624, 472, 637]
article-header bbox=[362, 1834, 473, 1848]
article-header bbox=[717, 860, 828, 874]
article-number: 21 bbox=[693, 1459, 709, 1472]
article-label: تجہیزات bbox=[244, 953, 339, 966]
article bbox=[362, 319, 473, 369]
article-label: تجہیزات bbox=[599, 378, 693, 391]
article-body: ابھی میں نے اس کے بارے میں بات کی ہے اور اس سلسلے میں حکومت نے مختلف اقدامات کیے ہیں جن کا مقصد عوام کی فلاح و بہبود ہے۔ پاکستان کی مسلح افواج نے دشمن کے حملوں کا بھرپور جواب دیا اور ملک کی خودمختاری کا دفاع کیا۔ اس موقع پر عوام نے بھی یکجہتی کا مظاہرہ کیا اور قومی پرچم لہرایا۔ سرکاری ذرائع کے مطابق نقصانات کا تخمینہ لگایا جا رہا ہے اور متاثرین کی امداد جاری ہے۔ ابھی میں نے اس کے بارے میں بات کی ہے اور اس سلسلے میں حکومت نے مختلف اقداما bbox=[480, 2211, 591, 2313]
article-number: 42 bbox=[456, 1532, 472, 1544]
article-number: 4 bbox=[929, 1112, 945, 1124]
article bbox=[125, 23, 237, 271]
article-number: 12 bbox=[811, 1138, 827, 1151]
article-number: 27 bbox=[575, 715, 591, 727]
article-body: ابھی میں نے اس کے بارے میں بات کی ہے اور اس سلسلے میں حکومت نے مختلف اقدامات کیے ہیں جن کا مقصد عوام کی فلاح و بہبود ہے۔ پاکستان کی مسلح افواج نے دشمن کے حملوں کا بھرپور جواب دیا اور ملک کی خودمختاری کا دفاع کیا۔ اس موقع پر عوام نے بھی یکجہتی کا مظاہرہ کیا اور قومی پرچم لہرایا۔ سرکاری ذرائع کے مطابق نقصانات کا تخمینہ لگایا جا رہا ہے اور متاثرین کی امداد جاری ہے۔ ابھی میں نے اس کے بارے میں بات کی ہے اور اس سلسلے میں حکومت نے مختلف اقدامات کیے ہیں جن کا مقصد عوام کی فلاح و بہبود ہے۔ پاکستان کی مسلح افواج نے دشمن کے حملوں کا بھرپور جواب دیا اور ملک کی خودمختاری کا دفاع کیا۔ اس موقع پر عوام نے بھی یکجہتی کا مظاہرہ کیا اور قومی پرچم لہرایا۔ سرکاری ذرائع کے مطابق نقصانات کا تخمینہ لگایا جا رہا ہے اور متاثرین کی امداد جاری ہے۔ ابھی میں نے اس کے بارے میں بات کی ہے اور اس سلسلے میں حکومت نے مختلف اقدامات کیے ہیں جن کا مقصد عوام کی فلاح و بہبود ہے۔ پاکستان کی مسلح افواج نے دشمن کے حملوں کا بھرپور جواب دیا اور ملک کی خودمختاری کا دفاع کیا۔ اس موقع پر عوام نے بھی یکجہتی کا مظاہرہ کیا اور bbox=[7, 342, 118, 573]
article-body: ابھی میں نے اس کے بارے میں بات کی ہے اور اس سلسلے میں حکومت نے مختلف اقدامات کیے ہیں جن کا مقصد عوام کی فلاح و بہبود ہے۔ پاکستان کی مسلح افواج نے دشمن کے حملوں کا بھرپور جواب دیا اور ملک کی خودمختاری کا دفاع کیا۔ اس موقع پر عوام نے بھی یکجہتی کا مظاہرہ کیا اور قومی پرچم لہرایا۔ سرکاری ذرائع کے مطابق نقصانات کا تخمینہ لگایا جا رہا ہے اور متاثرین کی امداد جاری ہے۔ ابھی میں نے اس کے بارے میں بات کی ہے اور اس سلسلے میں حکومت نے مختلف اقدامات کیے ہیں جن کا مقصد عوام کی فلاح و بہبود ہے۔ پاکستان کی مسلح افواج نے دشمن کے حملوں کا بھرپور جواب دیا اور ملک کی خودمختاری کا دفاع کیا۔ اس موقع پر عوام نے بھی یکجہتی کا مظاہرہ کیا اور قومی پرچم لہرایا۔ سرکاری ذرائع کے مطابق نقصانات کا تخمینہ لگایا جا رہا ہے اور متاثرین کی امداد جاری ہے۔ ابھی میں نے اس کے بارے میں بات کی ہے اور اس سلسلے میں حکومت نے مختلف اقدامات کیے ہیں جن کا مقصد عوام کی فلاح و بہبود ہے۔ پاکستان کی مسلح افواج نے دشمن کے حملوں کا بھرپور جواب دیا اور ملک کی خودمختاری کا دفاع کیا۔ اس موقع پر عوام نے بھی یکجہتی کا مظاہرہ کیا اور قومی پرچم لہرایا۔ سرکاری ذرائع کے مطابق نقصانات کا تخمینہ لگایا جا رہا ہے اور متاثرین کی امداد جاری ہے۔ ابھی میں نے اس کے بارے میں بات کی ہے اور اس سلسلے میں حکومت نے مختلف اقدامات کیے ہیں جن کا مقصد عوام کی فلاح و بہبود ہے۔ پاکستان کی مسلح افواج نے دشمن کے حملوں کا بھرپور جواب دیا اور ملک کی خودمختاری کا دفاع کیا۔ اس موقع پر عوام نے بھی یکجہتی کا مظاہرہ کیا اور قومی پرچم لہرایا۔ سرکاری ذرائع کے مطابق نقصانات کا تخمینہ لگایا جا رہا ہے اور متاثرین کی امداد جاری ہے۔ ابھی میں نے اس کے بارے میں بات کی ہے اور اس سلسلے میں حکومت نے مختلف اقدامات کیے ہیں جن کا مقصد عوام کی فلاح و بہبود ہے۔ پاکستان کی مسلح افواج نے دشمن کے حملوں کا بھرپور جواب دیا اور ملک کی خودمختاری کا دفاع کیا۔ اس موقع پر عوام نے بھی یکجہتی کا مظاہرہ کیا اور قومی پرچم لہرایا۔ سرکاری ذرائع کے مطابق نقصانات کا تخمینہ لگایا جا رہا ہے اور متاثرین کی امداد جاری ہے۔ ابھی میں نے اس کے بارے میں بات کی ہے اور اس سلسلے میں حکومت نے مختلف اقدامات کیے ہیں جن کا مقصد عوام کی فلاح و بہبود ہے۔ پاکستان کی مسلح افواج نے دشمن کے حملوں کا بھرپور جواب دیا اور ملک کی خودمختاری کا دفاع کیا۔ اس موقع پر عوام نے بھی یکجہتی کا مظاہرہ کیا اور قومی پرچم لہرایا۔ سرکاری ذرائع کے مطابق نقصانات کا تخمینہ لگایا جا رہا ہے اور متاثرین کی امداد جاری ہے۔ ابھی میں نے اس کے بارے میں بات کی ہے اور اس سلسلے میں حکومت نے مختلف اقدامات کیے ہیں جن کا مقصد عوام کی فلاح و بہبود ہے۔ bbox=[243, 969, 355, 1518]
article-number: 16 bbox=[811, 2297, 827, 2309]
article bbox=[480, 1113, 591, 1207]
court-notice bbox=[125, 2195, 237, 2576]
column-2 bbox=[714, 23, 830, 2414]
article bbox=[362, 900, 473, 1226]
article bbox=[362, 1834, 473, 2185]
article-number: 45 bbox=[338, 953, 354, 966]
article-header bbox=[835, 1111, 946, 1125]
public-notice bbox=[125, 1555, 237, 1885]
article-label: تجہیزات bbox=[362, 624, 456, 637]
court-title: بعدالت جناب میڈم نائلہ ولی bbox=[249, 1781, 349, 1806]
article bbox=[717, 1665, 828, 1964]
article-number: 25 bbox=[575, 24, 591, 36]
article-label: تجہیزات bbox=[717, 1337, 812, 1350]
article-number: 5 bbox=[929, 1363, 945, 1376]
article-header bbox=[480, 1487, 591, 1501]
article-label: تجہیزات bbox=[835, 809, 929, 822]
article bbox=[598, 23, 710, 374]
article-body: ابھی میں نے اس کے بارے میں بات کی ہے اور اس سلسلے میں حکومت نے مختلف اقدامات کیے ہیں جن کا مقصد عوام کی فلاح و بہبود ہے۔ پاکستان کی مسلح افواج نے دشمن کے حملوں کا بھرپور جواب دیا اور ملک کی خودمختاری کا دفاع کیا۔ اس موقع پر عوام نے بھی یکجہتی کا مظاہرہ کیا اور قومی پرچم لہرایا۔ سرکاری ذرائع کے مطابق نقصانات کا تخمینہ لگایا جا رہا ہے اور متاثرین کی امداد جاری ہے۔ ابھی میں نے اس کے بارے میں بات کی ہے اور اس سلسلے میں حکومت نے مختلف اقدامات کیے ہیں جن کا مقصد عوام کی فلاح و بہبود ہے۔ پاکستان کی مسلح افواج نے دشمن کے حملوں کا بھرپور جواب دیا اور ملک کی خودمختاری کا دفاع کیا۔ اس موقع پر عوام نے بھی یکجہتی کا مظاہرہ کیا اور قومی پرچم لہرایا۔ سرکاری ذرائع کے مطابق نقصانات کا تخمینہ لگایا جا رہا ہے اور متاثرین کی امداد جاری ہے۔ ابھی میں نے اس کے بارے میں بات کی ہے اور اس سلسلے میں حکومت نے مختلف اقدامات کیے ہیں جن کا مقصد عوام کی فلاح و بہبود ہے۔ پاکستان کی مسلح افواج نے دشمن کے حملوں کا بھرپور جواب دیا اور ملک کی خودمختاری کا دفاع کیا۔ اس موقع پر عوام نے بھی یکجہتی کا مظاہرہ کیا اور bbox=[598, 393, 710, 624]
article-body: ابھی میں نے اس کے بارے میں بات کی ہے اور اس سلسلے میں حکومت نے مختلف اقدامات کیے ہیں جن کا مقصد عوام کی فلاح و بہبود ہے۔ پاکستان کی مسلح افواج نے دشمن کے حملوں کا بھرپور جواب دیا اور ملک کی خودمختاری کا دفاع کیا۔ اس موقع پر عوام نے بھی یکجہتی کا مظاہرہ کیا اور قومی پرچم لہرایا۔ سرکاری ذرائع کے مطابق نقصانات کا تخمینہ لگایا جا رہا ہے اور متاثرین کی امداد جاری ہے۔ ابھی میں نے اس کے بارے میں بات کی ہے اور اس سلسلے میں حکومت نے مختلف اقدامات کیے ہیں جن کا مقصد عوام کی فلاح و بہبود ہے۔ پاکستان کی مسلح افواج نے دشمن کے حملوں کا بھرپور جواب دیا اور ملک کی خودمختاری کا دفاع کیا۔ اس موقع پر عوام نے بھی یکجہتی کا مظاہرہ کیا اور قومی پرچم لہرایا۔ سرکاری ذرائع کے مطابق نقصانات کا تخمینہ لگایا جا رہا ہے اور متاثرین کی امداد جاری ہے۔ ابھی میں نے اس کے بارے میں بات کی ہے اور bbox=[598, 1475, 710, 1654]
article-body: ابھی میں نے اس کے بارے میں بات کی ہے اور اس سلسلے میں حکومت نے مختلف اقدامات کیے ہیں جن کا مقصد عوام کی فلاح و بہبود ہے۔ پاکستان کی مسلح افواج نے دشمن کے حملوں کا بھرپور جواب دیا اور ملک کی خودمختاری کا دفاع کیا۔ اس موقع پر عوام نے بھی یکجہتی کا مظاہرہ کیا اور قومی پرچم لہرایا۔ سرکاری ذرائع کے مطابق نقصانات کا تخمینہ لگایا جا رہ bbox=[7, 1088, 118, 1165]
article-number: 14 bbox=[811, 1665, 827, 1678]
court-title: بعدالت جناب میڈم معوذ ناصر bbox=[11, 1172, 114, 1197]
article bbox=[362, 372, 473, 620]
article-number: 54 bbox=[102, 577, 118, 590]
article bbox=[598, 2212, 710, 2331]
article-header bbox=[598, 1658, 710, 1672]
article-label: تجہیزات bbox=[126, 1226, 220, 1238]
article-header bbox=[480, 991, 591, 1005]
court-title: بعدالت جناب عبدالرحمن وڑائچ bbox=[145, 1891, 217, 1917]
article-label: تجہیزات bbox=[599, 1459, 693, 1472]
article-header bbox=[835, 454, 946, 468]
article bbox=[598, 2064, 710, 2209]
article bbox=[480, 1210, 591, 1483]
article-number: 18 bbox=[693, 629, 709, 641]
article-number: 24 bbox=[693, 2213, 709, 2225]
article-header bbox=[835, 1362, 946, 1376]
article-label: تجہیزات bbox=[599, 2064, 693, 2077]
article-header bbox=[362, 223, 473, 237]
article-body: ابھی میں نے اس کے بارے میں بات کی ہے اور اس سلسلے میں حکومت نے مختلف اقدامات کیے ہیں جن کا مقصد عوام کی فلاح و بہبود ہے۔ پاکستان کی مسلح افواج نے دشمن کے حملوں کا بھرپور جواب دیا اور ملک کی خودمختاری کا دفاع کیا۔ اس موقع پر عوام نے بھی یکجہتی کا مظاہرہ کیا اور قومی پرچم لہرایا۔ سرکاری ذرائع کے مطابق نقصانات کا تخمینہ لگایا جا رہ bbox=[835, 2113, 946, 2188]
article-body: ابھی میں نے اس کے بارے میں بات کی ہے اور اس سلسلے میں حکومت نے مختلف اقدامات کیے ہیں جن کا مقصد عوام کی فلاح و بہبود ہے۔ پاکستان کی مسلح افواج نے دشمن کے حملوں کا بھرپور جواب دیا اور ملک کی خودمختاری کا دفاع کیا۔ اس موقع پر عوام نے بھی یکجہتی کا مظاہرہ کیا اور قومی پرچم لہرایا۔ سرکاری ذرائع کے مطابق نقصانات کا تخمینہ لگایا جا رہا ہے اور متاثرین کی امداد جاری ہے۔ ابھی میں نے اس کے بارے میں بات کی ہے اور اس سلسلے میں حکومت نے مختلف اقدامات کیے ہیں جن کا مقصد عوام کی فلاح و بہبود ہے۔ پاکستان کی مسلح افواج نے دشمن کے حملوں کا بھرپور جواب دیا اور ملک کی خودمختاری کا دفاع کیا۔ اس موقع پر عوام نے بھی یکجہتی کا مظاہرہ کیا اور قومی پرچم لہرایا۔ سرکاری ذرائع کے مطابق نقصانات کا تخمینہ لگایا جا رہا ہے اور متاثرین کی امداد جاری ہے۔ ابھی میں نے اس کے بارے میں بات کی ہے اور اس سلسلے میں حکومت نے مختلف اقدامات کیے ہیں جن کا مقصد عوام کی فلاح و بہبود ہے۔ پاکستان کی مسلح افواج نے دشمن کے حملوں کا بھرپور جواب دیا اور ملک کی خودمختاری کا دفاع کیا۔ اس موقع پر عوام نے بھی یکجہتی کا مظاہرہ کیا اور قومی پرچم لہرایا۔ سرکاری ذرائع کے مطابق نقصانات کا تخمینہ لگایا جا رہا ہے اور متاثرین کی امداد جاری ہے۔ ابھی میں نے اس کے بارے میں بات کی ہے اور اس سلسلے میں حکومت نے مختلف اقدامات کیے ہیں جن کا مقصد عوام کی فلاح و بہبود ہے۔ پاکستان کی مسلح افواج نے دشمن کے حملوں کا بھرپور جواب دیا اور ملک کی خودمختاری کا دفاع کیا۔ اس موقع پر ع bbox=[716, 1353, 828, 1661]
article-header bbox=[835, 1768, 946, 1782]
article-label: تجہیزات bbox=[717, 1138, 812, 1151]
article-label: تجہیزات bbox=[599, 1054, 693, 1067]
article-label: تجہیزات bbox=[126, 1502, 220, 1515]
article-number: 56 bbox=[102, 976, 118, 989]
article bbox=[598, 1459, 710, 1655]
article-header bbox=[362, 1229, 473, 1243]
article-body: ابھی میں نے اس کے بارے میں بات کی ہے اور اس سلسلے میں حکومت نے مختلف اقدامات کیے ہیں جن کا مقصد عوام کی فلاح و بہبود ہے۔ پاکستان کی مسلح افواج نے دشمن کے حملوں کا بھرپور جواب دیا اور ملک کی خودمختاری کا دفاع کیا۔ اس موقع پر عوام نے بھی یکجہتی کا مظاہرہ کیا اور قومی پرچم لہرایا۔ سرکاری ذرائع کے مطابق نقصانات کا تخمینہ لگایا جا رہا ہے اور متاثرین کی امداد جاری ہے۔ ابھی میں نے اس کے بارے میں بات کی ہے اور اس سلسلے میں حکومت نے مختلف اقدامات کیے ہیں جن کا مقصد عوام کی فلاح و بہبود ہے۔ پاکستان کی مسلح افواج نے دشمن کے حملوں کا بھرپور جواب دیا اور ملک کی خودمختاری کا دفاع کیا۔ اس موقع پر عوام نے بھی یکجہتی کا مظاہرہ کیا اور قومی پرچم لہرایا۔ سرکاری ذرائع کے مطابق نقصانات کا تخمینہ لگایا جا رہا ہے اور متاثرین کی امداد جاری ہے۔ ابھی میں نے اس کے بارے میں بات کی ہے اور اس سلسلے میں حکومت نے مختلف اقدامات کیے ہیں جن کا مقصد عوام کی فلاح و بہبود ہے۔ پاکستان کی مسلح افواج نے دشمن کے حملوں کا بھرپور جواب دیا اور ملک کی خودمختاری کا دفاع کیا۔ اس موقع پر عوام نے بھی یکجہتی کا مظاہرہ کیا اور قومی پرچم لہرایا۔ سرکاری ذرائع کے مطابق نقصانات کا تخمینہ لگایا جا رہا ہے اور متاثرین کی امداد جاری ہے۔ ابھی میں نے اس کے بارے میں بات کی ہے اور اس سلسلے میں حکومت نے مختلف اقدامات کیے ہیں جن کا مقصد عوام کی فلاح و بہبود ہے۔ پاکستان کی مسلح افواج نے دشمن کے حملوں کا بھرپور جواب دیا اور ملک کی خودمختاری کا دفاع کیا۔ اس موقع پر ع bbox=[362, 916, 473, 1224]
article-label: تجہیزات bbox=[362, 319, 456, 332]
article-label: تجہیزات bbox=[599, 24, 693, 36]
court-notice bbox=[7, 1168, 118, 1498]
article-label: تجہیزات bbox=[126, 24, 220, 36]
article-label: تجہیزات bbox=[8, 777, 102, 790]
article bbox=[7, 23, 118, 323]
article bbox=[244, 953, 355, 1518]
article-body: ابھی میں نے اس کے بارے میں بات کی ہے اور اس سلسلے میں حکومت نے مختلف اقدامات کیے ہیں جن کا مقصد عوام کی فلاح و بہبود ہے۔ پاکستان کی مسلح افواج نے دشمن کے حملوں کا بھرپور جواب دیا اور ملک کی خودمختاری کا دفاع کیا۔ اس موقع پر عوام نے بھی یکجہتی کا مظاہرہ کیا اور قومی پرچم لہرایا۔ سرکاری ذرائع کے مطابق نقصانات کا تخمینہ لگایا جا رہا ہے اور متاثرین کی امداد جاری ہے۔ ابھی میں نے اس کے بارے میں بات کی ہے اور اس سلسلے میں حکومت نے مختلف اقدامات کیے ہیں جن کا مقصد عوام کی فلاح و بہبود ہے۔ پاکستان کی مسلح افواج نے دشمن کے حملوں کا بھرپور جواب دیا اور ملک کی خودمختاری کا دفاع کیا۔ اس موقع پر عوام نے بھی یکجہتی کا مظاہرہ کیا اور قومی پرچم لہرایا۔ سرکاری ذرائع کے مطابق نقصانات کا تخمینہ لگایا جا رہا ہے اور متاثرین کی امداد جاری ہے۔ ابھی میں نے اس کے بارے میں بات کی ہے اور اس سلسلے میں حکومت نے مختلف اقدامات کیے ہیں جن کا مقصد عوام کی فلاح و بہبود ہے۔ پاکستان کی مسلح افواج نے دشمن کے حملوں کا بھرپور جواب دیا اور ملک کی خودمختاری کا دفاع کیا۔ اس موقع پر عوام نے بھی یکجہتی کا مظاہرہ کیا اور قومی پرچم لہرایا۔ سرکاری ذرائع کے مطابق نقصانات کا تخمینہ لگایا جا رہا ہے اور متاثرین کی امداد جاری ہے۔ ابھی bbox=[11, 1834, 114, 2108]
article-header bbox=[717, 1336, 828, 1350]
column-8 bbox=[5, 23, 120, 2108]
article bbox=[835, 809, 946, 1109]
article bbox=[125, 328, 237, 627]
article-number: 16 bbox=[693, 24, 709, 36]
article bbox=[835, 1362, 946, 1765]
article-header bbox=[598, 2212, 710, 2226]
article-number: 55 bbox=[102, 777, 118, 790]
article-body: ابھی میں نے اس کے بارے میں بات کی ہے اور اس سلسلے میں حکومت نے مختلف اقدامات کیے ہیں جن کا مقصد عوام کی فلاح و بہبود ہے۔ پاکستان کی مسلح افواج نے دشمن کے حملوں کا بھرپور جواب دیا اور ملک کی خودمختاری کا دفاع کیا۔ اس موقع پر عوام نے بھی یکجہتی کا مظاہرہ کیا اور قومی پرچم لہرایا۔ سرکاری ذرائع کے مطابق نقصانات کا تخمینہ لگایا جا رہا ہے اور متاثرین کی امداد جاری ہے۔ ابھی میں نے اس کے بارے میں بات کی ہے اور اس سلسلے میں حکومت نے مختلف اقداما bbox=[480, 1007, 591, 1109]
article-body: ابھی میں نے اس کے بارے میں بات کی ہے اور اس سلسلے میں حکومت نے مختلف اقدامات کیے ہیں جن کا مقصد عوام کی فلاح و بہبود ہے۔ پاکستان کی مسلح افواج نے دشمن کے حملوں کا بھرپور جواب دیا اور ملک کی خودمختاری کا دفاع کیا۔ اس موقع پر عوام نے بھی یکجہتی کا مظاہرہ کیا اور قومی پرچم لہرایا۔ سرکاری ذرائع کے مطابق نقصانات کا تخمینہ لگایا جا رہا ہے اور متاثرین کی امداد جاری ہے۔ ابھی میں نے اس کے بارے میں بات کی ہے اور اس سلسلے میں حکومت نے مختلف اقدامات کیے ہیں جن کا مقصد عوام کی فلاح و بہبود ہے۔ پاکستان کی مسلح افواج نے دشمن کے حملوں کا بھرپور جواب دیا اور ملک کی خودمختاری کا دفاع کیا۔ اس موقع پر عوام نے بھی یکجہتی کا مظاہرہ کیا اور قومی پرچم لہرایا۔ سرکاری ذرائع کے مطابق نقصانات کا تخمینہ لگایا جا رہا ہے اور متاثرین کی امداد جاری ہے۔ ابھی میں نے اس کے بارے میں بات کی ہے اور اس سلسلے میں حکومت نے مختلف اقدامات کیے ہیں جن کا مقصد عوام کی فلاح و بہبود ہے۔ پاکستان کی مسلح افواج نے دشمن کے حملوں کا بھرپور جواب دیا اور ملک کی خودمختاری کا دفاع کیا۔ اس موقع پر عوام نے بھی یکجہتی کا مظاہرہ کیا اور قومی پرچم لہرایا۔ سرکاری ذرائع کے مطابق نقصانات کا تخمینہ لگایا جا رہا ہے اور متاثرین کی امداد جاری ہے۔ ابھی میں نے اس کے بارے میں بات کی ہے اور اس سلسلے میں حکومت نے مختلف اقدامات کیے ہیں جن کا مقصد عوام کی فلاح و بہبود ہے۔ پاکستان کی مسلح افواج نے دشمن کے حملوں کا بھرپور جواب دیا اور ملک کی خودمختاری کا دفاع کیا۔ اس موقع پر عوام نے بھی یکجہتی کا مظاہرہ کیا اور قومی پرچم لہرایا۔ سرکاری ذرائع کے مطابق نقصانات کا تخمینہ لگایا جا رہا ہے bbox=[362, 1850, 473, 2184]
article-number: 23 bbox=[693, 2064, 709, 2077]
article-body: ابھی میں نے اس کے بارے میں بات کی ہے اور اس سلسلے میں حکومت نے مختلف اقدامات کیے ہیں جن کا مقصد عوام کی فلاح و بہبود ہے۔ پاکستان کی مسلح افواج نے دشمن کے حملوں کا بھرپور جواب دیا اور ملک کی خودمختاری کا دفاع کیا۔ اس موقع پر عوام نے بھی یکجہتی کا مظاہرہ کیا اور قومی پرچم لہرایا۔ سرکاری ذرائع کے مطابق نقصانات کا تخمینہ لگایا جا رہا ہے اور متاثرین کی امداد جاری ہے۔ ابھی میں نے اس کے بارے میں بات کی ہے اور اس سلسلے میں حکومت نے مختلف اقدامات کیے ہیں جن کا مقصد عوام کی فلاح و بہبود ہے۔ پاکستان کی مسلح افواج نے دشمن کے حملوں کا بھرپور جواب دیا اور مل bbox=[480, 2333, 591, 2461]
article-body: ابھی میں نے اس کے بارے میں بات کی ہے اور اس سلسلے میں حکومت نے مختلف اقدامات کیے ہیں جن کا مقصد عوام کی فلاح و بہبود ہے۔ پاکستان کی مسلح افواج نے دشمن کے حملوں کا بھرپور جواب دیا اور ملک کی خودمختاری کا دفاع کیا۔ اس موقع پر عوام نے بھی یکجہتی کا مظاہرہ کیا اور قومی پرچم لہرایا۔ سرکاری ذرائع کے مطابق نقصانات کا تخمینہ لگایا جا رہا ہے اور متاثرین کی امداد جاری ہے۔ ابھی میں نے اس کے بارے میں بات کی ہے اور اس سلسلے میں حکومت نے مختلف اقدامات کیے ہیں جن کا مقصد عوام کی فلاح و بہبود ہے۔ پاکستان کی مسلح افواج نے دشمن کے حملوں کا بھرپور جواب دیا اور ملک کی خودمختاری کا دفاع کیا۔ اس موقع پر عوام نے بھی یکجہتی کا مظاہرہ کیا اور قومی پرچم لہرایا۔ سرکاری ذرائع کے مطابق نقصانات کا تخمینہ لگایا جا رہا ہے اور متاثرین کی امداد جاری ہے۔ ابھی میں نے اس کے بارے میں بات کی ہے اور اس سلسلے میں حکومت نے مختلف اقدامات کیے ہیں جن کا مقصد عوام کی فلاح و بہبود ہے۔ پاکستان کی مسلح افواج نے دشمن کے حملوں کا بھرپور جواب دیا اور ملک کی خودمختاری کا دفاع کیا۔ اس موقع پر عوام نے بھی یکجہتی کا مظاہرہ کیا اور قومی پرچم لہرایا۔ سرکاری ذرائع کے مطابق نقصانات کا تخمینہ لگایا جا رہا ہے اور متاثرین کی امداد جاری ہے۔ ابھی میں نے اس کے بارے میں بات کی ہے اور اس سلسلے میں حکومت نے مختلف اقدامات کیے ہیں جن کا مقصد عوام کی فلاح و بہبود ہے۔ پاکستان کی مسلح افواج نے دشمن کے حملوں کا بھرپور جواب دیا اور ملک کی خودمختاری کا دفاع کیا۔ اس موقع پر عوام نے بھی یکجہتی کا مظاہرہ کیا اور قومی پرچم لہرایا۔ سرکاری ذرائع کے مطابق نقصانات کا تخمینہ لگایا جا رہا ہے اور متاثرین کی امداد جاری ہے۔ ابھی میں نے اس کے بارے میں بات کی ہے اور اس سلسلے میں حکومت نے مختلف اقدامات کیے ہیں جن کا مقصد عوام کی فلاح و بہبود ہے۔ پاکستان کی مسلح افواج نے دشمن کے حملوں کا بھرپور جواب دیا اور ملک کی خودمختاری کا دفاع کیا۔ اس موقع پر عوام نے بھی یکجہتی کا مظاہرہ کیا اور قومی پرچم لہرایا۔ سرکاری ذرائع کے مطابق bbox=[835, 39, 946, 451]
article-header bbox=[717, 2296, 828, 2310]
article bbox=[480, 23, 591, 220]
article-label: تجہیزات bbox=[481, 2195, 575, 2208]
article-number: 11 bbox=[811, 861, 827, 874]
court-notice bbox=[7, 1501, 118, 1779]
court-title: بعدالت جناب محمد ساجد بلال bbox=[22, 1505, 104, 1530]
article-number: 41 bbox=[456, 1229, 472, 1242]
article-body: ابھی میں نے اس کے بارے میں بات کی ہے اور اس سلسلے میں حکومت نے مختلف اقدامات کیے ہیں جن کا مقصد عوام کی فلاح و بہبود ہے۔ پاکستان کی مسلح افواج نے دشمن کے حملوں کا بھرپور جواب دیا اور ملک کی خودمختاری کا دفاع کیا۔ اس موقع پر عوام نے بھی یکجہتی کا مظاہرہ کیا اور قومی پرچم لہرایا۔ سرکاری ذرائع کے مطابق نقصانات کا تخمینہ لگایا جا رہا ہے اور متاثرین کی امداد جاری ہے۔ ابھی میں نے اس کے بارے میں بات کی ہے اور اس سلسلے میں حکومت نے مختلف اقداما bbox=[598, 2228, 710, 2330]
article-label: تجہیزات bbox=[8, 326, 102, 339]
article-body: ابھی میں نے اس کے بارے میں بات کی ہے اور اس سلسلے میں حکومت نے مختلف اقدامات کیے ہیں جن کا مقصد عوام کی فلاح و بہبود ہے۔ پاکستان کی مسلح افواج نے دشمن کے حملوں کا بھرپور جواب دیا اور ملک کی خودمختاری کا دفاع کیا۔ اس موقع پر عوام نے بھی یکجہتی کا مظاہرہ کیا اور قومی پرچم لہرایا۔ سرکاری ذرائع کے مطابق نقصانات کا تخمینہ لگایا جا رہا ہے اور متاثرین کی امداد جاری ہے۔ ابھی میں نے اس کے بارے میں بات کی ہے اور اس سلسلے میں حکومت نے مختلف اقدامات کیے ہیں جن کا مقصد عوام کی فلاح و بہبود ہے۔ پاکستان کی مسلح افواج نے دشمن کے حملوں کا بھرپور جواب دیا اور ملک کی خودمختاری کا دفاع کیا۔ اس موقع پر عوام نے بھی یکجہتی کا مظاہرہ کیا اور قومی پرچم لہرایا۔ سرکاری ذرائع کے مطابق نقصانات کا تخمینہ لگایا جا رہا ہے اور متاثرین کی امداد جاری ہے۔ ابھی میں نے اس کے بارے میں بات کی ہے اور اس سلسلے میں حکومت نے مختلف اقدامات کیے ہیں جن کا مقصد عوام کی فلاح و بہبود ہے۔ پاکستان کی مسلح افواج نے دشمن کے حملوں کا بھرپور جواب دیا اور ملک کی خودمختاری کا دفاع کیا۔ اس موقع پر عوام نے بھی یکجہتی کا مظاہرہ کیا اور قومی پرچم لہرایا۔ سرکاری ذرائع کے مطابق نقصانات کا تخمینہ لگایا جا رہا ہے اور متاثرین کی امداد جاری ہے۔ ابھی میں نے اس کے بارے میں بات کی ہے اور اس سلسلے میں حکومت نے مختلف اقدامات کیے ہیں جن کا مقصد عوام کی فلاح و بہبود ہے۔ پاکستان کی مسلح افواج نے دشمن کے حملوں کا بھرپور جواب دیا اور ملک کی خودمختاری کا دفاع کیا۔ اس موقع پر ع bbox=[129, 2237, 232, 2571]
court-subtitle: صاحب سول فیملی کورٹ جج پنڈ دادنخان ضلع جہلم bbox=[251, 1552, 348, 1570]
article-body: ابھی میں نے اس کے بارے میں بات کی ہے اور اس سلسلے میں حکومت نے مختلف اقدامات کیے ہیں جن کا مقصد عوام کی فلاح و بہبود ہے۔ پاکستان کی مسلح افواج نے دشمن کے حملوں کا بھرپور جواب دیا اور ملک کی خودمختاری کا دفاع کیا۔ اس موقع پر عوام نے بھی یکجہتی کا مظاہرہ کیا اور قومی پرچم لہرایا۔ سرکاری ذرائع کے مطابق نقصانات کا تخمینہ لگایا جا رہا ہے اور متاثرین کی امداد جاری ہے۔ ابھی میں نے اس کے بارے میں بات کی ہے اور اس سلسلے میں حکومت نے مختلف اقدامات کیے ہیں جن کا مقصد عوام کی فلاح و بہبود ہے۔ پاکستان کی مسلح افواج نے دشمن کے حملوں کا بھرپور جواب دیا اور ملک کی خودمختاری کا دفاع کیا۔ اس موقع پر عوام نے بھی یکجہتی کا مظاہرہ کیا اور قومی پرچم لہرایا۔ سرکاری ذرائع کے مطابق نقصانات کا تخمینہ لگایا جا رہا ہے اور متاثرین کی امداد جاری ہے۔ ابھی میں نے اس کے بارے میں بات کی ہے اور اس سلسلے میں حکومت نے مختلف اقدامات کیے ہیں جن کا مقصد عوام کی فلاح و بہبود ہے۔ پاکستان کی مسلح افواج نے دشمن کے حملوں کا بھرپور جواب دیا اور ملک کی خودمختاری کا دفاع کیا۔ اس موقع پر عوام نے بھی یکجہتی کا مظاہرہ کیا اور قومی پرچم لہرایا۔ سرکاری ذرائع کے مطابق نقصانات کا تخمینہ لگایا جا رہا ہے اور متاثرین کی امداد جاری ہے۔ ابھی bbox=[716, 876, 828, 1133]
article-body: ابھی میں نے اس کے بارے میں بات کی ہے اور اس سلسلے میں حکومت نے مختلف اقدامات کیے ہیں جن کا مقصد عوام کی فلاح و بہبود ہے۔ پاکستان کی مسلح افواج نے دشمن کے حملوں کا بھرپور جواب دیا اور ملک کی خودمختاری کا دفاع کیا۔ اس موقع پر عوام نے بھی یکجہتی کا مظاہرہ کیا اور قومی پرچم لہرایا۔ سرکاری ذرائع کے مطابق نقصانات کا تخمینہ لگایا جا رہا ہے اور متاثرین کی امداد جاری ہے۔ ابھی میں نے اس کے بارے میں بات کی ہے اور اس سلسلے میں حکومت نے مختلف اقدامات کیے ہیں جن کا مقصد عوام کی فلاح و بہبود ہے۔ پاکستان کی مسلح افواج نے دشمن کے حملوں کا بھرپور جواب دیا اور ملک کی خودمختاری کا دفاع کیا۔ اس موقع پر عوام نے بھی یکجہتی کا مظاہرہ کیا اور قومی پرچم لہرایا۔ سرکاری ذرائع کے مطابق نقصانات کا تخمینہ لگایا جا رہا ہے اور متاثرین کی امداد جاری ہے۔ ابھی میں نے اس کے بارے میں بات کی ہے اور اس سلسلے میں حکومت نے مختلف اقدامات کیے ہیں جن کا مقصد عوام کی فلاح و بہبود ہے۔ پاکستان کی مسلح افواج نے دشمن کے حملوں کا بھرپور جواب دیا اور ملک کی خودمختاری کا دفاع کیا۔ اس موقع پر عوام نے بھی یکجہتی کا مظاہرہ کیا اور قومی پرچم لہرایا۔ سرکاری ذرائع کے مطابق نقصانات کا تخمینہ لگایا جا رہا ہے اور متاثرین کی امداد جاری ہے۔ ابھی میں نے اس کے بارے میں بات کی ہے اور اس سلسلے میں حکومت نے مختلف اقدامات کیے ہیں جن کا مقصد عوام کی فلاح و بہبو bbox=[362, 1548, 473, 1830]
court-notice bbox=[244, 1777, 355, 2150]
article-label: تجہیزات bbox=[126, 275, 220, 288]
article-header bbox=[480, 714, 591, 728]
article-body: ابھی میں نے اس کے بارے میں بات کی ہے اور اس سلسلے میں حکومت نے مختلف اقدامات کیے ہیں جن کا مقصد عوام کی فلاح و بہبود ہے۔ پاکستان کی مسلح افواج نے دشمن کے حملوں کا بھرپور جواب دیا اور ملک کی خودمختاری کا دفاع کیا۔ اس موقع پر عوام نے بھی یکجہتی کا مظاہرہ کیا اور قومی پرچم لہرایا۔ سرکاری ذرائع کے مطابق نقصانات کا تخمینہ لگایا جا رہا ہے اور متاثرین کی امداد جاری ہے۔ ابھی میں نے اس کے بارے میں بات کی ہے اور اس سلسلے میں حکومت نے مختلف اقدامات کیے ہیں جن کا مقصد عوام کی فلاح و بہبود ہے۔ پاکستان کی مسلح افواج نے دشمن کے حملوں کا بھرپور جواب دیا اور ملک کی خودمختاری کا دفاع کیا۔ اس موقع پر عوام نے بھی یکجہتی کا مظاہرہ کیا اور قومی پرچم لہرایا۔ سرکاری ذرائع کے مطابق نقصانات کا تخمینہ لگایا جا رہا ہے اور متاثرین کی امداد جاری ہے۔ ابھی میں نے اس کے بارے میں بات کی ہے اور اس سلسلے میں حکومت نے مختلف اقدامات کیے ہیں جن کا مقصد عوام کی فلاح و بہبود ہے۔ پاکستان کی مسلح افواج نے دشمن bbox=[11, 1553, 114, 1775]
article-header bbox=[480, 1113, 591, 1127]
article-number: 51 bbox=[220, 1502, 236, 1515]
article-body: ابھی میں نے اس کے بارے میں بات کی ہے اور اس سلسلے میں حکومت نے مختلف اقدامات کیے ہیں جن کا مقصد عوام کی فلاح و بہبود ہے۔ پاکستان کی مسلح افواج نے دشمن کے حملوں کا بھرپور جواب دیا اور ملک کی خودمختاری کا دفاع کیا۔ اس موقع پر عوام نے بھی یکجہتی کا مظاہرہ کیا اور قومی پرچم لہرایا۔ سرکاری ذرائع کے مطابق نقصانات کا تخمینہ لگایا جا رہا ہے اور متاثرین کی امداد جاری ہے۔ ابھی میں نے اس کے بارے میں بات کی ہے اور اس سلسلے میں حکومت نے مختلف اقدامات کیے ہیں جن کا مقصد عوام کی فلاح و بہبود ہے۔ پاکستان کی مسلح افواج نے دشمن کے حملوں کا بھرپور جواب دیا اور ملک کی خودمختاری کا دفاع کیا۔ اس موقع پر عوام نے بھی یکجہتی کا مظاہرہ کیا اور قومی پرچم لہرایا۔ سرکاری ذرائع کے مطابق نقصانات کا تخمینہ لگایا جا رہا ہے اور متاثرین کی امداد جاری ہے۔ ابھی میں نے اس کے بارے میں بات کی ہے اور اس سلسلے میں حکومت نے مختلف اقدامات کیے ہیں جن کا مقصد عوام کی فلاح و بہبود ہے۔ پاکستان کی مسلح افواج نے دشمن کے حملوں کا بھرپور جواب دیا اور ملک کی خودمختاری کا دفاع کیا۔ اس موقع پر عوام نے بھی یکجہتی کا مظاہرہ کیا اور قومی پرچم لہرایا۔ سرکاری ذرائع کے مطابق نقصانات کا تخمینہ لگایا جا رہا ہے اور متاثرین کی امداد جاری ہے۔ ابھی میں نے اس کے بارے میں بات کی ہے اور اس سلسلے میں حکومت نے مختلف اقدامات کیے ہیں جن کا مقصد عوام کی فلاح و بہبود ہے۔ پاکستان کی مسلح افواج نے دشمن کے حملوں کا بھرپور جواب دیا اور ملک کی خودمختاری کا دفاع کیا۔ اس موقع پر عوام نے بھی یکجہتی کا مظاہرہ کیا اور قومی پرچم لہرایا۔ سرکاری ذرائع کے مطابق نقصانات کا تخمینہ لگایا جا رہا ہے اور متاثرین کی امداد جاری ہے۔ ابھی میں نے اس کے بارے میں بات کی ہے اور اس سلسلے میں حکومت نے مختلف اقدامات کیے ہیں جن کا مقصد عوام کی فلاح و بہبود ہے۔ پاکستان کی مسلح افواج نے دشمن کے حملوں کا بھرپور جواب دیا اور ملک کی bbox=[598, 1674, 710, 2060]
article-number: 52 bbox=[102, 24, 118, 36]
article-number: 36 bbox=[456, 223, 472, 236]
article-label: تجہیزات bbox=[481, 223, 575, 236]
article-header bbox=[7, 326, 118, 340]
article-header bbox=[835, 2096, 946, 2110]
article-header bbox=[717, 557, 828, 571]
article-body: ابھی میں نے اس کے بارے میں بات کی ہے اور اس سلسلے میں حکومت نے مختلف اقدامات کیے ہیں جن کا مقصد عوام کی فلاح و بہبود ہے۔ پاکستان کی مسلح افواج نے دشمن کے حملوں کا بھرپور جواب دیا اور ملک کی خودمختاری کا دفاع کیا۔ اس موقع پر عوام نے بھی یکجہتی کا مظاہرہ کیا اور قومی پرچم لہرایا۔ سرکاری ذرائع کے مطابق نقصانات کا تخمینہ لگایا جا رہ bbox=[362, 239, 473, 315]
article-number: 1 bbox=[929, 24, 945, 36]
article-body: ابھی میں نے اس کے بارے میں بات کی ہے اور اس سلسلے میں حکومت نے مختلف اقدامات کیے ہیں جن کا مقصد عوام کی فلاح و بہبود ہے۔ پاکستان کی مسلح افواج نے دشمن کے حملوں کا بھرپور جواب دیا اور ملک کی خودمختاری کا دفاع کیا۔ اس موقع پر عوام نے بھی یکجہتی کا مظاہرہ کیا اور قومی پرچم لہرایا۔ سرکاری ذرائع کے مطابق نقصانات کا تخمینہ لگایا جا رہا ہے اور متاثرین کی امداد جاری ہے۔ ابھی میں نے اس کے بارے میں بات کی ہے اور اس سلسلے میں حکومت نے مختلف اقدامات کیے ہیں جن کا مقصد عوام کی فلاح و بہبود ہے۔ پاکستان کی مسلح افواج نے دشمن کے حملوں کا بھرپور جواب دیا اور ملک کی خودمختاری کا دفاع کیا۔ اس موقع پر عوام نے بھی یکجہتی کا مظاہرہ کیا اور قومی پرچم لہرایا۔ سرکاری ذرائع کے مطابق نقصانات کا تخمینہ لگایا جا رہا ہے اور متاثرین کی امداد جاری ہے۔ ابھی میں نے اس کے بارے میں بات کی ہے اور اس سلسلے میں حکومت نے مختلف اقدامات کیے ہیں جن کا مقصد عوام کی فلاح و بہبود ہے۔ پاکستان کی مسلح افواج نے دشمن کے حملوں کا بھرپور جواب دیا اور ملک کی خودمختاری کا دفاع کیا۔ اس موقع پر عوام نے بھی یکجہتی کا مظاہرہ کیا اور قومی پرچم لہرایا۔ سرکاری ذرائع کے مطابق نقصانات کا تخمینہ لگایا جا رہا ہے اور متاثرین کی امداد جاری ہے۔ ابھی میں نے اس کے بارے میں بات کی ہے اور اس سلسلے میں حکومت نے مختلف اقدامات کیے ہیں جن کا مقصد عوام کی فلاح و بہبو bbox=[248, 1837, 351, 2145]
article-number: 9 bbox=[811, 24, 827, 36]
article-label: تجہیزات bbox=[599, 629, 693, 641]
article bbox=[480, 223, 591, 711]
article-label: تجہیزات bbox=[126, 328, 220, 341]
article-number: 13 bbox=[811, 1337, 827, 1350]
article-header bbox=[125, 328, 237, 342]
article-body: ابھی میں نے اس کے بارے میں بات کی ہے اور اس سلسلے میں حکومت نے مختلف اقدامات کیے ہیں جن کا مقصد عوام کی فلاح و بہبود ہے۔ پاکستان کی مسلح افواج نے دشمن کے حملوں کا بھرپور جواب دیا اور ملک کی خودمختاری کا دفاع کیا۔ اس موقع پر عوام نے بھی یکجہتی کا مظاہرہ کیا اور قومی پرچم لہرایا۔ سرکاری ذرائع کے مطابق نقصانات کا تخمینہ لگایا جا رہا ہے اور متاثرین کی امداد جاری ہے۔ ابھی میں نے اس کے بارے میں بات کی ہے اور اس سلسلے میں حکومت نے مختلف اقدامات کیے ہیں جن کا مقصد عوام کی فلاح و بہبود ہے۔ پاکستان کی مسلح افواج نے دشمن کے حملوں کا بھرپور جواب دیا اور ملک کی خودمختاری کا دفاع کیا۔ اس موقع پر عوام نے بھی یکجہتی کا مظاہرہ کیا اور قومی پرچم لہرایا۔ سرکاری ذرائع کے مطابق نقصانات کا تخمینہ لگایا جا رہا ہے اور متاثرین کی امداد جاری ہے۔ ابھی میں نے اس کے بارے میں بات کی ہے اور اس سلسلے میں حکومت نے مختلف اقدامات کیے ہیں جن کا مقصد عوام کی فلاح و بہبود ہے۔ پاکستان کی مسلح افواج نے دشمن کے حملوں کا بھرپور جواب دیا اور ملک کی خودمختاری کا دفاع کیا۔ اس موقع پر عوام نے بھی یکجہتی کا مظاہرہ کیا اور قومی پرچم لہرایا۔ سرکاری ذرائع کے مطابق نقصانات کا تخمینہ لگایا جا رہا ہے اور متاثرین کی امداد جاری ہے۔ ابھی bbox=[125, 1241, 237, 1497]
article bbox=[717, 2296, 828, 2415]
article bbox=[244, 23, 355, 949]
article-body: ابھی میں نے اس کے بارے میں بات کی ہے اور اس سلسلے میں حکومت نے مختلف اقدامات کیے ہیں جن کا مقصد عوام کی فلاح و بہبود ہے۔ پاکستان کی مسلح افواج نے دشمن کے حملوں کا بھرپور جواب دیا اور ملک کی خودمختاری کا دفاع کیا۔ اس موقع پر عوام نے بھی یکجہتی کا مظاہرہ کیا اور قومی پرچم لہرایا۔ سرکاری ذرائع کے مطابق نقصانات کا تخمینہ لگایا جا رہا ہے اور متاثرین کی امداد جاری ہے۔ ابھی میں نے اس کے بارے میں بات کی ہے اور اس سلسلے میں حکومت نے مختلف اقدامات کیے ہیں جن کا مقصد عوام کی فلاح و بہبود ہے۔ پاکستان کی مسلح افواج نے دشمن کے حملوں کا بھرپور جواب دیا اور ملک کی خودمختاری کا دفاع کیا۔ اس موقع پر عوام نے بھی یکجہتی کا مظاہرہ کیا اور قومی پرچم لہرایا۔ سرکاری ذرائع کے مطابق نقصانات کا تخمینہ لگایا جا رہا ہے اور متاثرین کی امداد جاری ہے۔ ابھی میں نے اس کے بارے میں بات کی ہے اور اس سلسلے میں حکومت نے مختلف اقدامات کیے ہیں جن کا مقصد عوام کی فلاح و بہبود ہے۔ پاکستان کی مسلح افواج نے دشمن کے حملوں کا بھرپور جواب دیا اور ملک کی خودمختاری کا دفاع کیا۔ اس موقع پر عوام نے بھی یکجہتی کا مظاہرہ کیا اور قومی پرچم لہرایا۔ سرکاری ذرائع کے مطابق نقصانات کا تخمینہ لگایا جا رہا ہے اور متاثرین کی امداد جاری ہے۔ ابھی میں نے اس کے بارے میں بات کی ہے اور اس سلسلے میں حکومت نے مختلف اقدامات کیے ہیں جن کا مقصد عوام کی فلاح و بہبود ہے۔ پاکستان کی مسلح افواج نے دشمن کے حملوں کا بھرپور جواب دیا اور ملک کی خودمختاری کا دفاع کیا۔ اس موقع پر ع bbox=[835, 1784, 946, 2092]
article-body: ابھی میں نے اس کے بارے میں بات کی ہے اور اس سلسلے میں حکومت نے مختلف اقدامات کیے ہیں جن کا مقصد عوام کی فلاح و بہبود ہے۔ پاکستان کی مسلح افواج نے دشمن کے حملوں کا بھرپور جواب دیا اور ملک کی خودمختاری کا دفاع کیا۔ اس موقع پر عوام نے بھی یکجہتی کا مظاہرہ کیا اور قومی پرچم لہرایا۔ سرکاری ذرائع کے مطابق نقصانات کا تخمینہ لگایا جا رہا ہے اور متاثرین کی امداد جاری ہے۔ ابھی میں نے اس کے بارے میں بات کی ہے اور اس سلسلے میں حکومت نے مختلف اقدامات کیے ہیں جن کا مقصد عوام کی فلاح و بہبود ہے۔ پاکستان کی مسلح افواج نے دشمن کے حملوں کا بھرپور جواب دیا اور ملک کی خودمختاری کا دفاع کیا۔ اس موقع پر عوام نے بھی یکجہتی کا مظاہرہ کیا اور قومی پرچم لہرایا۔ سرکاری ذرائع کے مطابق نقصانات کا تخمینہ لگایا جا رہا ہے اور متاثرین کی امداد جاری ہے۔ ابھی میں نے اس کے بارے میں بات کی ہے اور اس سلسلے میں حکومت نے مختلف اقدامات کیے ہیں جن کا مقصد عوام کی فلاح و بہبود ہے۔ پاکستان کی مسلح افواج نے دشمن کے حملوں کا بھرپور جواب دیا اور ملک کی خودمختاری کا دفاع کیا۔ اس موقع پر عوام نے بھی یکجہتی کا مظاہرہ کیا اور قومی پرچم لہرایا۔ سرکاری ذرائع کے مطابق نقصانات کا تخمینہ لگایا جا رہا ہے اور متاثرین کی امداد جاری ہے۔ ابھی میں نے اس کے بارے میں بات کی ہے اور اس سلسلے میں حکومت نے مختلف اقدامات کیے ہیں جن کا مقصد عوام کی فلاح و بہبو bbox=[129, 1572, 232, 1880]
article-number: 34 bbox=[575, 2318, 591, 2330]
article-body: ابھی میں نے اس کے بارے میں بات کی ہے اور اس سلسلے میں حکومت نے مختلف اقدامات کیے ہیں جن کا مقصد عوام کی فلاح و بہبود ہے۔ پاکستان کی مسلح افواج نے دشمن کے حملوں کا بھرپور جواب دیا اور ملک کی خودمختاری کا دفاع کیا۔ اس موقع پر عوام نے بھی یکجہتی کا مظاہرہ کیا اور قومی پرچم لہرایا۔ سرکاری ذرائع کے مطابق نقصانات کا تخمینہ لگایا جا رہا ہے اور متاثرین کی امداد جاری ہے۔ ابھی میں نے اس کے بارے میں بات کی ہے اور اس سلسلے میں حکومت نے مختلف اقدامات کیے ہیں جن کا مقصد عوام کی فلاح و بہبود ہے۔ پاکستان کی مسلح افواج نے دشمن کے حملوں کا بھرپور جواب دیا اور ملک کی خودمختاری کا دفاع کیا۔ اس موقع پر عوام نے بھی یکجہتی کا مظاہرہ کیا اور قومی پرچم لہرایا۔ سرکاری ذرائع کے مطابق نقصانات کا تخمینہ لگایا جا رہا ہے اور متاثرین کی امداد جاری ہے۔ ابھی میں نے اس کے بارے میں بات کی ہے اور اس سلسلے میں حکومت نے مختلف اقدامات کیے ہیں جن کا مقصد عوام کی فلاح و بہبود ہے۔ پاکستان کی مسلح افواج نے دشمن کے حملوں کا بھرپور جواب دیا اور ملک کی خودمختاری کا دفاع کیا۔ اس موقع پر عوام نے بھی یکجہتی کا مظاہرہ کیا اور قومی پرچم لہرایا۔ سرکاری ذرائع کے مطابق نقصانات کا تخمینہ لگایا جا رہا ہے اور متاثرین کی امداد جاری ہے۔ ابھی میں نے اس کے بارے میں بات کی ہے اور اس سلسلے میں حکومت نے مختلف اقدامات کیے ہیں جن کا مقصد عوام کی فلاح و بہبود ہے۔ پاکستان کی مسلح افواج نے دشمن کے حملوں کا بھرپور جواب دیا اور ملک کی خودمختاری کا دفاع کیا۔ اس موقع پر عوام نے بھی یکجہتی کا مظاہرہ کیا اور قومی پرچم لہرایا۔ سرکاری ذرائع کے مطابق نقصانات کا تخمینہ لگایا جا رہا ہے اور متاثرین کی امداد جاری ہے۔ ابھی میں نے اس کے بارے میں بات کی ہے اور اس سلسلے میں حکومت نے مختلف اقدامات کیے ہیں جن کا مقصد عوام کی فلاح و بہبود ہے۔ پاکستان کی مسلح افواج نے دشمن کے حملوں کا بھرپور جواب دیا اور ملک کی خودمختاری کا دفاع کیا۔ اس موقع پر عوام نے بھی یکجہتی کا مظاہرہ کیا اور قومی پرچم لہرایا۔ سرکاری ذرائع کے مطابق نقصانات کا تخمینہ لگایا جا رہا ہے اور متاثرین کی امداد جاری ہے۔ ابھی میں نے اس کے بارے میں بات کی ہے اور اس سلسلے میں حکومت نے مختلف اقدامات کیے ہیں جن کا مقصد عوام کی فلاح و بہبود ہے۔ پاکستان کی مسلح افواج نے دشمن کے ح bbox=[480, 239, 591, 710]
article-label: تجہیزات bbox=[481, 991, 575, 1004]
article-label: تجہیزات bbox=[481, 715, 575, 727]
